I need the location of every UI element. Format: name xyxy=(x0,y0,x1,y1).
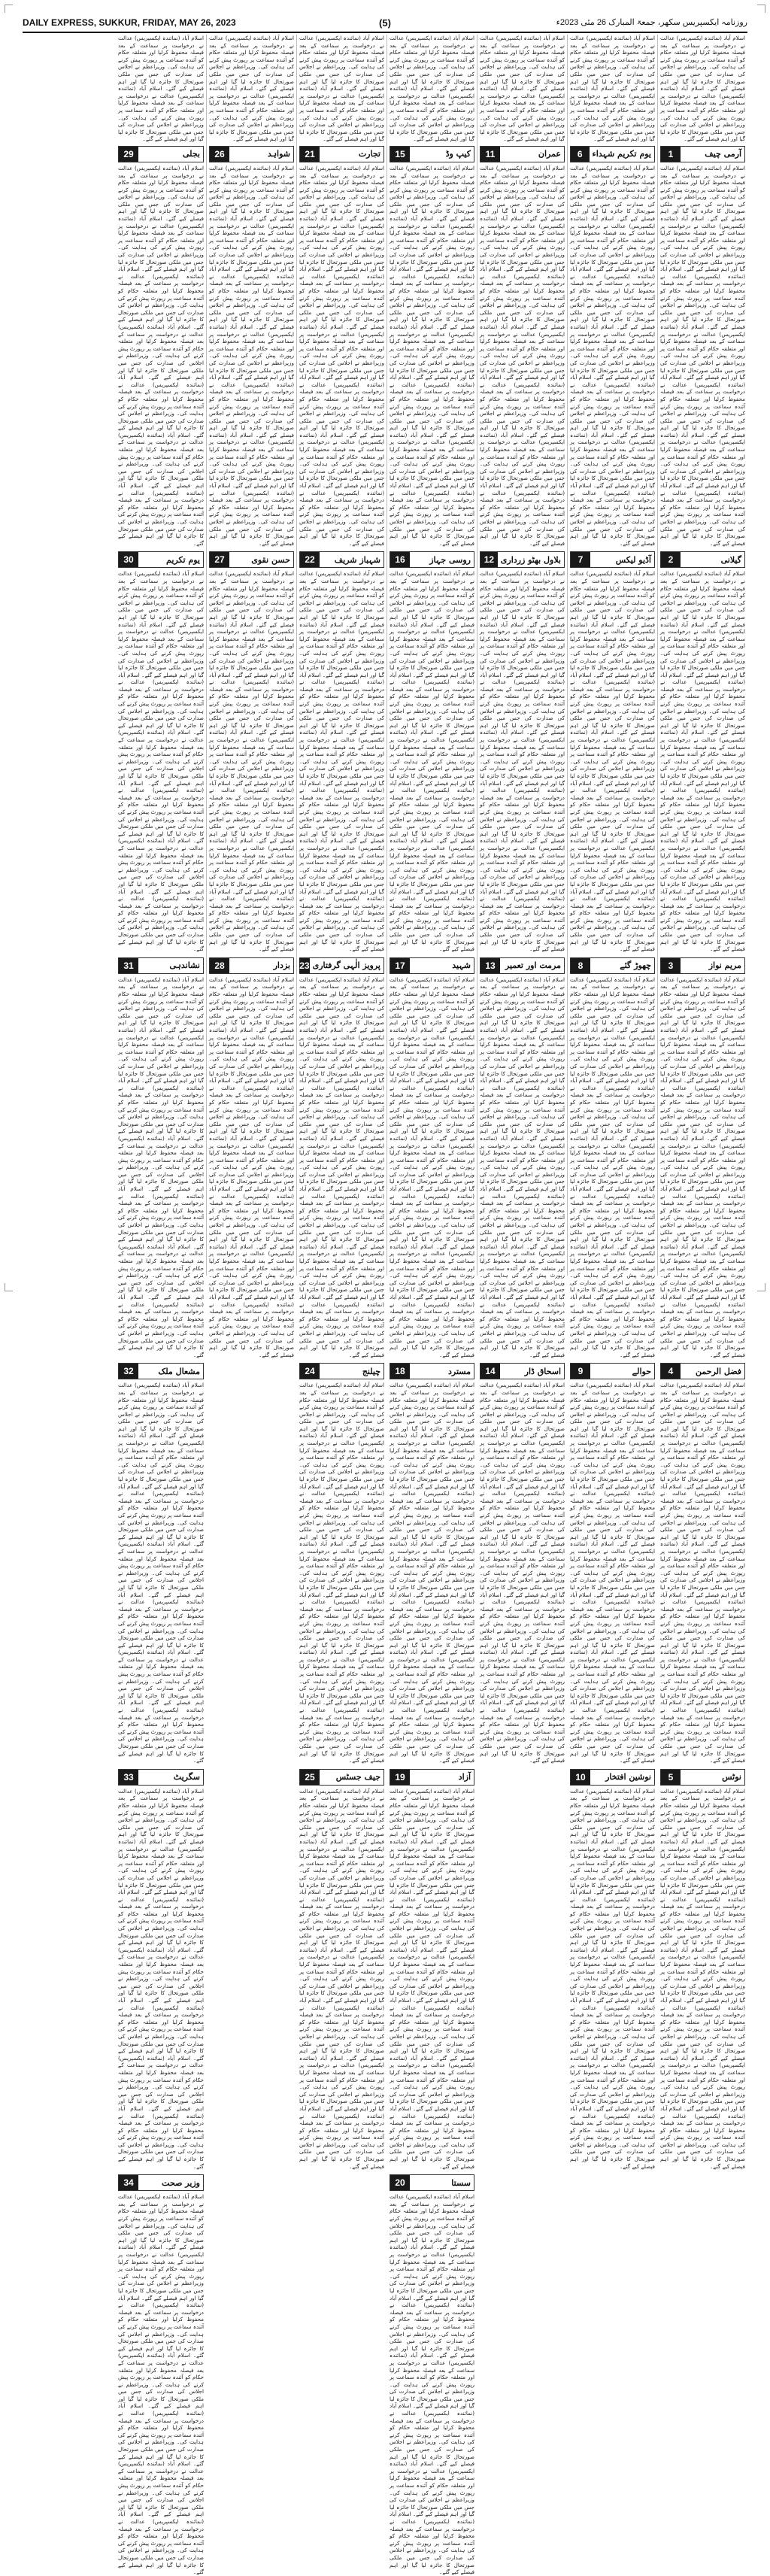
section-number-badge: 22 xyxy=(300,552,320,567)
section-heading xyxy=(660,1769,745,1786)
news-section xyxy=(209,146,294,547)
section-title: وزیر صحت xyxy=(162,2177,200,2188)
section-body-text: اسلام آباد (نمائندہ ایکسپریس) عدالت نے درخواست پر سماعت کے بعد فیصلہ محفوظ کرلیا اور متعلقہ حکام کو آئندہ سماعت پر رپورٹ پیش کرنے کی ہدایت کی۔ وزیراعظم نے اجلاس کی صدارت کی جس میں ملکی صورتحال کا جائزہ لیا گیا اور اہم فیصلے کیے گئے۔ اسلام آباد (نمائندہ ایکسپریس) عدالت نے درخواست پر سماعت کے بعد فیصلہ محفوظ کرلیا اور متعلقہ حکام کو آئندہ سماعت پر رپورٹ پیش کرنے کی ہدایت کی۔ وزیراعظم نے اجلاس کی صدارت کی جس میں ملکی صورتحال کا جائزہ لیا گیا اور اہم فیصلے کیے گئے۔ اسلام آباد (نمائندہ ایکسپریس) عدالت نے درخواست پر سماعت کے بعد فیصلہ محفوظ کرلیا اور متعلقہ حکام کو آئندہ سماعت پر رپورٹ پیش کرنے کی ہدایت کی۔ وزیراعظم نے اجلاس کی صدارت کی جس میں ملکی صورتحال کا جائزہ لیا گیا اور اہم فیصلے کیے گئے۔ اسلام آباد (نمائندہ ایکسپریس) عدالت نے درخواست پر سماعت کے بعد فیصلہ محفوظ کرلیا اور متعلقہ حکام کو آئندہ سماعت پر رپورٹ پیش کرنے کی ہدایت کی۔ وزیراعظم نے اجلاس کی صدارت کی جس میں ملکی صورتحال کا جائزہ لیا گیا اور اہم فیصلے کیے گئے۔ اسلام آباد (نمائندہ ایکسپریس) عدالت نے درخواست پر سماعت کے بعد فیصلہ محفوظ کرلیا اور متعلقہ حکام کو آئندہ سماعت پر رپورٹ پیش کرنے کی ہدایت کی۔ وزیراعظم نے اجلاس کی صدارت کی جس میں ملکی صورتحال کا جائزہ لیا گیا اور اہم فیصلے کیے گئے۔ اسلام آباد (نمائندہ ایکسپریس) عدالت نے درخواست پر سماعت کے بعد فیصلہ محفوظ کرلیا اور متعلقہ حکام کو آئندہ سماعت پر رپورٹ پیش کرنے کی ہدایت کی۔ وزیراعظم نے اجلاس کی صدارت کی جس میں ملکی صورتحال کا جائزہ لیا گیا اور اہم فیصلے کیے گئے۔ اسلام آباد (نمائندہ ایکسپریس) عدالت نے درخواست پر سماعت کے بعد فیصلہ محفوظ کرلیا اور متعلقہ حکام کو آئندہ سماعت پر رپورٹ پیش کرنے کی ہدایت کی۔ وزیراعظم نے اجلاس کی صدارت کی جس میں ملکی صورتحال کا جائزہ لیا گیا اور اہم فیصلے کیے گئے۔ xyxy=(390,164,474,547)
news-section xyxy=(118,1363,204,1764)
section-body-text: اسلام آباد (نمائندہ ایکسپریس) عدالت نے درخواست پر سماعت کے بعد فیصلہ محفوظ کرلیا اور متعلقہ حکام کو آئندہ سماعت پر رپورٹ پیش کرنے کی ہدایت کی۔ وزیراعظم نے اجلاس کی صدارت کی جس میں ملکی صورتحال کا جائزہ لیا گیا اور اہم فیصلے کیے گئے۔ اسلام آباد (نمائندہ ایکسپریس) عدالت نے درخواست پر سماعت کے بعد فیصلہ محفوظ کرلیا اور متعلقہ حکام کو آئندہ سماعت پر رپورٹ پیش کرنے کی ہدایت کی۔ وزیراعظم نے اجلاس کی صدارت کی جس میں ملکی صورتحال کا جائزہ لیا گیا اور اہم فیصلے کیے گئے۔ اسلام آباد (نمائندہ ایکسپریس) عدالت نے درخواست پر سماعت کے بعد فیصلہ محفوظ کرلیا اور متعلقہ حکام کو آئندہ سماعت پر رپورٹ پیش کرنے کی ہدایت کی۔ وزیراعظم نے اجلاس کی صدارت کی جس میں ملکی صورتحال کا جائزہ لیا گیا اور اہم فیصلے کیے گئے۔ اسلام آباد (نمائندہ ایکسپریس) عدالت نے درخواست پر سماعت کے بعد فیصلہ محفوظ کرلیا اور متعلقہ حکام کو آئندہ سماعت پر رپورٹ پیش کرنے کی ہدایت کی۔ وزیراعظم نے اجلاس کی صدارت کی جس میں ملکی صورتحال کا جائزہ لیا گیا اور اہم فیصلے کیے گئے۔ اسلام آباد (نمائندہ ایکسپریس) عدالت نے درخواست پر سماعت کے بعد فیصلہ محفوظ کرلیا اور متعلقہ حکام کو آئندہ سماعت پر رپورٹ پیش کرنے کی ہدایت کی۔ وزیراعظم نے اجلاس کی صدارت کی جس میں ملکی صورتحال کا جائزہ لیا گیا اور اہم فیصلے کیے گئے۔ اسلام آباد (نمائندہ ایکسپریس) عدالت نے درخواست پر سماعت کے بعد فیصلہ محفوظ کرلیا اور متعلقہ حکام کو آئندہ سماعت پر رپورٹ پیش کرنے کی ہدایت کی۔ وزیراعظم نے اجلاس کی صدارت کی جس میں ملکی صورتحال کا جائزہ لیا گیا اور اہم فیصلے کیے گئے۔ اسلام آباد (نمائندہ ایکسپریس) عدالت نے درخواست پر سماعت کے بعد فیصلہ محفوظ کرلیا اور متعلقہ حکام کو آئندہ سماعت پر رپورٹ پیش کرنے کی ہدایت کی۔ وزیراعظم نے اجلاس کی صدارت کی جس میں ملکی صورتحال کا جائزہ لیا گیا اور اہم فیصلے کیے گئے۔ xyxy=(480,1382,565,1764)
section-title: مریم نواز xyxy=(708,960,741,971)
section-number-badge: 32 xyxy=(119,1364,138,1379)
news-section xyxy=(660,1769,745,2170)
section-heading xyxy=(390,1363,474,1379)
section-heading xyxy=(118,2174,204,2191)
news-section xyxy=(570,1769,655,2170)
section-number-badge: 8 xyxy=(571,958,590,973)
section-number-badge: 30 xyxy=(119,552,138,567)
section-number-badge: 25 xyxy=(300,1770,320,1785)
section-title: مشعال ملک xyxy=(158,1366,200,1376)
section-body-text: اسلام آباد (نمائندہ ایکسپریس) عدالت نے درخواست پر سماعت کے بعد فیصلہ محفوظ کرلیا اور متعلقہ حکام کو آئندہ سماعت پر رپورٹ پیش کرنے کی ہدایت کی۔ وزیراعظم نے اجلاس کی صدارت کی جس میں ملکی صورتحال کا جائزہ لیا گیا اور اہم فیصلے کیے گئے۔ اسلام آباد (نمائندہ ایکسپریس) عدالت نے درخواست پر سماعت کے بعد فیصلہ محفوظ کرلیا اور متعلقہ حکام کو آئندہ سماعت پر رپورٹ پیش کرنے کی ہدایت کی۔ وزیراعظم نے اجلاس کی صدارت کی جس میں ملکی صورتحال کا جائزہ لیا گیا اور اہم فیصلے کیے گئے۔ اسلام آباد (نمائندہ ایکسپریس) عدالت نے درخواست پر سماعت کے بعد فیصلہ محفوظ کرلیا اور متعلقہ حکام کو آئندہ سماعت پر رپورٹ پیش کرنے کی ہدایت کی۔ وزیراعظم نے اجلاس کی صدارت کی جس میں ملکی صورتحال کا جائزہ لیا گیا اور اہم فیصلے کیے گئے۔ اسلام آباد (نمائندہ ایکسپریس) عدالت نے درخواست پر سماعت کے بعد فیصلہ محفوظ کرلیا اور متعلقہ حکام کو آئندہ سماعت پر رپورٹ پیش کرنے کی ہدایت کی۔ وزیراعظم نے اجلاس کی صدارت کی جس میں ملکی صورتحال کا جائزہ لیا گیا اور اہم فیصلے کیے گئے۔ اسلام آباد (نمائندہ ایکسپریس) عدالت نے درخواست پر سماعت کے بعد فیصلہ محفوظ کرلیا اور متعلقہ حکام کو آئندہ سماعت پر رپورٹ پیش کرنے کی ہدایت کی۔ وزیراعظم نے اجلاس کی صدارت کی جس میں ملکی صورتحال کا جائزہ لیا گیا اور اہم فیصلے کیے گئے۔ اسلام آباد (نمائندہ ایکسپریس) عدالت نے درخواست پر سماعت کے بعد فیصلہ محفوظ کرلیا اور متعلقہ حکام کو آئندہ سماعت پر رپورٹ پیش کرنے کی ہدایت کی۔ وزیراعظم نے اجلاس کی صدارت کی جس میں ملکی صورتحال کا جائزہ لیا گیا اور اہم فیصلے کیے گئے۔ اسلام آباد (نمائندہ ایکسپریس) عدالت نے درخواست پر سماعت کے بعد فیصلہ محفوظ کرلیا اور متعلقہ حکام کو آئندہ سماعت پر رپورٹ پیش کرنے کی ہدایت کی۔ وزیراعظم نے اجلاس کی صدارت کی جس میں ملکی صورتحال کا جائزہ لیا گیا اور اہم فیصلے کیے گئے۔ xyxy=(118,1382,204,1764)
section-number-badge: 4 xyxy=(661,1364,681,1379)
section-body-text: اسلام آباد (نمائندہ ایکسپریس) عدالت نے درخواست پر سماعت کے بعد فیصلہ محفوظ کرلیا اور متعلقہ حکام کو آئندہ سماعت پر رپورٹ پیش کرنے کی ہدایت کی۔ وزیراعظم نے اجلاس کی صدارت کی جس میں ملکی صورتحال کا جائزہ لیا گیا اور اہم فیصلے کیے گئے۔ اسلام آباد (نمائندہ ایکسپریس) عدالت نے درخواست پر سماعت کے بعد فیصلہ محفوظ کرلیا اور متعلقہ حکام کو آئندہ سماعت پر رپورٹ پیش کرنے کی ہدایت کی۔ وزیراعظم نے اجلاس کی صدارت کی جس میں ملکی صورتحال کا جائزہ لیا گیا اور اہم فیصلے کیے گئے۔ اسلام آباد (نمائندہ ایکسپریس) عدالت نے درخواست پر سماعت کے بعد فیصلہ محفوظ کرلیا اور متعلقہ حکام کو آئندہ سماعت پر رپورٹ پیش کرنے کی ہدایت کی۔ وزیراعظم نے اجلاس کی صدارت کی جس میں ملکی صورتحال کا جائزہ لیا گیا اور اہم فیصلے کیے گئے۔ اسلام آباد (نمائندہ ایکسپریس) عدالت نے درخواست پر سماعت کے بعد فیصلہ محفوظ کرلیا اور متعلقہ حکام کو آئندہ سماعت پر رپورٹ پیش کرنے کی ہدایت کی۔ وزیراعظم نے اجلاس کی صدارت کی جس میں ملکی صورتحال کا جائزہ لیا گیا اور اہم فیصلے کیے گئے۔ اسلام آباد (نمائندہ ایکسپریس) عدالت نے درخواست پر سماعت کے بعد فیصلہ محفوظ کرلیا اور متعلقہ حکام کو آئندہ سماعت پر رپورٹ پیش کرنے کی ہدایت کی۔ وزیراعظم نے اجلاس کی صدارت کی جس میں ملکی صورتحال کا جائزہ لیا گیا اور اہم فیصلے کیے گئے۔ اسلام آباد (نمائندہ ایکسپریس) عدالت نے درخواست پر سماعت کے بعد فیصلہ محفوظ کرلیا اور متعلقہ حکام کو آئندہ سماعت پر رپورٹ پیش کرنے کی ہدایت کی۔ وزیراعظم نے اجلاس کی صدارت کی جس میں ملکی صورتحال کا جائزہ لیا گیا اور اہم فیصلے کیے گئے۔ اسلام آباد (نمائندہ ایکسپریس) عدالت نے درخواست پر سماعت کے بعد فیصلہ محفوظ کرلیا اور متعلقہ حکام کو آئندہ سماعت پر رپورٹ پیش کرنے کی ہدایت کی۔ وزیراعظم نے اجلاس کی صدارت کی جس میں ملکی صورتحال کا جائزہ لیا گیا اور اہم فیصلے کیے گئے۔ xyxy=(390,1382,474,1764)
news-section xyxy=(480,1363,565,1764)
section-body-text: اسلام آباد (نمائندہ ایکسپریس) عدالت نے درخواست پر سماعت کے بعد فیصلہ محفوظ کرلیا اور متعلقہ حکام کو آئندہ سماعت پر رپورٹ پیش کرنے کی ہدایت کی۔ وزیراعظم نے اجلاس کی صدارت کی جس میں ملکی صورتحال کا جائزہ لیا گیا اور اہم فیصلے کیے گئے۔ اسلام آباد (نمائندہ ایکسپریس) عدالت نے درخواست پر سماعت کے بعد فیصلہ محفوظ کرلیا اور متعلقہ حکام کو آئندہ سماعت پر رپورٹ پیش کرنے کی ہدایت کی۔ وزیراعظم نے اجلاس کی صدارت کی جس میں ملکی صورتحال کا جائزہ لیا گیا اور اہم فیصلے کیے گئے۔ اسلام آباد (نمائندہ ایکسپریس) عدالت نے درخواست پر سماعت کے بعد فیصلہ محفوظ کرلیا اور متعلقہ حکام کو آئندہ سماعت پر رپورٹ پیش کرنے کی ہدایت کی۔ وزیراعظم نے اجلاس کی صدارت کی جس میں ملکی صورتحال کا جائزہ لیا گیا اور اہم فیصلے کیے گئے۔ اسلام آباد (نمائندہ ایکسپریس) عدالت نے درخواست پر سماعت کے بعد فیصلہ محفوظ کرلیا اور متعلقہ حکام کو آئندہ سماعت پر رپورٹ پیش کرنے کی ہدایت کی۔ وزیراعظم نے اجلاس کی صدارت کی جس میں ملکی صورتحال کا جائزہ لیا گیا اور اہم فیصلے کیے گئے۔ اسلام آباد (نمائندہ ایکسپریس) عدالت نے درخواست پر سماعت کے بعد فیصلہ محفوظ کرلیا اور متعلقہ حکام کو آئندہ سماعت پر رپورٹ پیش کرنے کی ہدایت کی۔ وزیراعظم نے اجلاس کی صدارت کی جس میں ملکی صورتحال کا جائزہ لیا گیا اور اہم فیصلے کیے گئے۔ اسلام آباد (نمائندہ ایکسپریس) عدالت نے درخواست پر سماعت کے بعد فیصلہ محفوظ کرلیا اور متعلقہ حکام کو آئندہ سماعت پر رپورٹ پیش کرنے کی ہدایت کی۔ وزیراعظم نے اجلاس کی صدارت کی جس میں ملکی صورتحال کا جائزہ لیا گیا اور اہم فیصلے کیے گئے۔ اسلام آباد (نمائندہ ایکسپریس) عدالت نے درخواست پر سماعت کے بعد فیصلہ محفوظ کرلیا اور متعلقہ حکام کو آئندہ سماعت پر رپورٹ پیش کرنے کی ہدایت کی۔ وزیراعظم نے اجلاس کی صدارت کی جس میں ملکی صورتحال کا جائزہ لیا گیا اور اہم فیصلے کیے گئے۔ xyxy=(118,2193,204,2576)
news-section xyxy=(570,146,655,547)
crop-mark-bottom-right xyxy=(757,1283,765,1291)
section-number-badge: 20 xyxy=(390,2175,410,2190)
section-body-text: اسلام آباد (نمائندہ ایکسپریس) عدالت نے درخواست پر سماعت کے بعد فیصلہ محفوظ کرلیا اور متعلقہ حکام کو آئندہ سماعت پر رپورٹ پیش کرنے کی ہدایت کی۔ وزیراعظم نے اجلاس کی صدارت کی جس میں ملکی صورتحال کا جائزہ لیا گیا اور اہم فیصلے کیے گئے۔ اسلام آباد (نمائندہ ایکسپریس) عدالت نے درخواست پر سماعت کے بعد فیصلہ محفوظ کرلیا اور متعلقہ حکام کو آئندہ سماعت پر رپورٹ پیش کرنے کی ہدایت کی۔ وزیراعظم نے اجلاس کی صدارت کی جس میں ملکی صورتحال کا جائزہ لیا گیا اور اہم فیصلے کیے گئے۔ اسلام آباد (نمائندہ ایکسپریس) عدالت نے درخواست پر سماعت کے بعد فیصلہ محفوظ کرلیا اور متعلقہ حکام کو آئندہ سماعت پر رپورٹ پیش کرنے کی ہدایت کی۔ وزیراعظم نے اجلاس کی صدارت کی جس میں ملکی صورتحال کا جائزہ لیا گیا اور اہم فیصلے کیے گئے۔ اسلام آباد (نمائندہ ایکسپریس) عدالت نے درخواست پر سماعت کے بعد فیصلہ محفوظ کرلیا اور متعلقہ حکام کو آئندہ سماعت پر رپورٹ پیش کرنے کی ہدایت کی۔ وزیراعظم نے اجلاس کی صدارت کی جس میں ملکی صورتحال کا جائزہ لیا گیا اور اہم فیصلے کیے گئے۔ اسلام آباد (نمائندہ ایکسپریس) عدالت نے درخواست پر سماعت کے بعد فیصلہ محفوظ کرلیا اور متعلقہ حکام کو آئندہ سماعت پر رپورٹ پیش کرنے کی ہدایت کی۔ وزیراعظم نے اجلاس کی صدارت کی جس میں ملکی صورتحال کا جائزہ لیا گیا اور اہم فیصلے کیے گئے۔ اسلام آباد (نمائندہ ایکسپریس) عدالت نے درخواست پر سماعت کے بعد فیصلہ محفوظ کرلیا اور متعلقہ حکام کو آئندہ سماعت پر رپورٹ پیش کرنے کی ہدایت کی۔ وزیراعظم نے اجلاس کی صدارت کی جس میں ملکی صورتحال کا جائزہ لیا گیا اور اہم فیصلے کیے گئے۔ اسلام آباد (نمائندہ ایکسپریس) عدالت نے درخواست پر سماعت کے بعد فیصلہ محفوظ کرلیا اور متعلقہ حکام کو آئندہ سماعت پر رپورٹ پیش کرنے کی ہدایت کی۔ وزیراعظم نے اجلاس کی صدارت کی جس میں ملکی صورتحال کا جائزہ لیا گیا اور اہم فیصلے کیے گئے۔ xyxy=(118,570,204,953)
news-column-1 xyxy=(657,35,747,2170)
news-section xyxy=(480,551,565,952)
section-title: شواہد xyxy=(267,149,290,159)
news-section xyxy=(118,1769,204,2170)
section-title: حوالے xyxy=(632,1366,651,1376)
section-body-text: اسلام آباد (نمائندہ ایکسپریس) عدالت نے درخواست پر سماعت کے بعد فیصلہ محفوظ کرلیا اور متعلقہ حکام کو آئندہ سماعت پر رپورٹ پیش کرنے کی ہدایت کی۔ وزیراعظم نے اجلاس کی صدارت کی جس میں ملکی صورتحال کا جائزہ لیا گیا اور اہم فیصلے کیے گئے۔ اسلام آباد (نمائندہ ایکسپریس) عدالت نے درخواست پر سماعت کے بعد فیصلہ محفوظ کرلیا اور متعلقہ حکام کو آئندہ سماعت پر رپورٹ پیش کرنے کی ہدایت کی۔ وزیراعظم نے اجلاس کی صدارت کی جس میں ملکی صورتحال کا جائزہ لیا گیا اور اہم فیصلے کیے گئے۔ اسلام آباد (نمائندہ ایکسپریس) عدالت نے درخواست پر سماعت کے بعد فیصلہ محفوظ کرلیا اور متعلقہ حکام کو آئندہ سماعت پر رپورٹ پیش کرنے کی ہدایت کی۔ وزیراعظم نے اجلاس کی صدارت کی جس میں ملکی صورتحال کا جائزہ لیا گیا اور اہم فیصلے کیے گئے۔ اسلام آباد (نمائندہ ایکسپریس) عدالت نے درخواست پر سماعت کے بعد فیصلہ محفوظ کرلیا اور متعلقہ حکام کو آئندہ سماعت پر رپورٹ پیش کرنے کی ہدایت کی۔ وزیراعظم نے اجلاس کی صدارت کی جس میں ملکی صورتحال کا جائزہ لیا گیا اور اہم فیصلے کیے گئے۔ اسلام آباد (نمائندہ ایکسپریس) عدالت نے درخواست پر سماعت کے بعد فیصلہ محفوظ کرلیا اور متعلقہ حکام کو آئندہ سماعت پر رپورٹ پیش کرنے کی ہدایت کی۔ وزیراعظم نے اجلاس کی صدارت کی جس میں ملکی صورتحال کا جائزہ لیا گیا اور اہم فیصلے کیے گئے۔ اسلام آباد (نمائندہ ایکسپریس) عدالت نے درخواست پر سماعت کے بعد فیصلہ محفوظ کرلیا اور متعلقہ حکام کو آئندہ سماعت پر رپورٹ پیش کرنے کی ہدایت کی۔ وزیراعظم نے اجلاس کی صدارت کی جس میں ملکی صورتحال کا جائزہ لیا گیا اور اہم فیصلے کیے گئے۔ اسلام آباد (نمائندہ ایکسپریس) عدالت نے درخواست پر سماعت کے بعد فیصلہ محفوظ کرلیا اور متعلقہ حکام کو آئندہ سماعت پر رپورٹ پیش کرنے کی ہدایت کی۔ وزیراعظم نے اجلاس کی صدارت کی جس میں ملکی صورتحال کا جائزہ لیا گیا اور اہم فیصلے کیے گئے۔ xyxy=(570,975,655,1358)
section-heading xyxy=(660,957,745,974)
news-section xyxy=(390,1363,474,1764)
news-column-7 xyxy=(116,35,206,2576)
section-heading xyxy=(390,1769,474,1786)
news-section xyxy=(299,1363,384,1764)
section-number-badge: 7 xyxy=(571,552,590,567)
section-heading xyxy=(480,1363,565,1379)
news-section xyxy=(660,146,745,547)
section-heading xyxy=(480,551,565,568)
news-section xyxy=(299,551,384,952)
section-title: فضل الرحمن xyxy=(696,1366,741,1376)
section-heading xyxy=(480,957,565,974)
section-title: آرمی چیف xyxy=(705,149,741,159)
section-heading xyxy=(209,957,294,974)
section-heading xyxy=(570,1769,655,1786)
section-number-badge: 26 xyxy=(210,147,229,162)
section-number-badge: 5 xyxy=(661,1770,681,1785)
section-body-text: اسلام آباد (نمائندہ ایکسپریس) عدالت نے درخواست پر سماعت کے بعد فیصلہ محفوظ کرلیا اور متعلقہ حکام کو آئندہ سماعت پر رپورٹ پیش کرنے کی ہدایت کی۔ وزیراعظم نے اجلاس کی صدارت کی جس میں ملکی صورتحال کا جائزہ لیا گیا اور اہم فیصلے کیے گئے۔ اسلام آباد (نمائندہ ایکسپریس) عدالت نے درخواست پر سماعت کے بعد فیصلہ محفوظ کرلیا اور متعلقہ حکام کو آئندہ سماعت پر رپورٹ پیش کرنے کی ہدایت کی۔ وزیراعظم نے اجلاس کی صدارت کی جس میں ملکی صورتحال کا جائزہ لیا گیا اور اہم فیصلے کیے گئے۔ اسلام آباد (نمائندہ ایکسپریس) عدالت نے درخواست پر سماعت کے بعد فیصلہ محفوظ کرلیا اور متعلقہ حکام کو آئندہ سماعت پر رپورٹ پیش کرنے کی ہدایت کی۔ وزیراعظم نے اجلاس کی صدارت کی جس میں ملکی صورتحال کا جائزہ لیا گیا اور اہم فیصلے کیے گئے۔ اسلام آباد (نمائندہ ایکسپریس) عدالت نے درخواست پر سماعت کے بعد فیصلہ محفوظ کرلیا اور متعلقہ حکام کو آئندہ سماعت پر رپورٹ پیش کرنے کی ہدایت کی۔ وزیراعظم نے اجلاس کی صدارت کی جس میں ملکی صورتحال کا جائزہ لیا گیا اور اہم فیصلے کیے گئے۔ اسلام آباد (نمائندہ ایکسپریس) عدالت نے درخواست پر سماعت کے بعد فیصلہ محفوظ کرلیا اور متعلقہ حکام کو آئندہ سماعت پر رپورٹ پیش کرنے کی ہدایت کی۔ وزیراعظم نے اجلاس کی صدارت کی جس میں ملکی صورتحال کا جائزہ لیا گیا اور اہم فیصلے کیے گئے۔ اسلام آباد (نمائندہ ایکسپریس) عدالت نے درخواست پر سماعت کے بعد فیصلہ محفوظ کرلیا اور متعلقہ حکام کو آئندہ سماعت پر رپورٹ پیش کرنے کی ہدایت کی۔ وزیراعظم نے اجلاس کی صدارت کی جس میں ملکی صورتحال کا جائزہ لیا گیا اور اہم فیصلے کیے گئے۔ اسلام آباد (نمائندہ ایکسپریس) عدالت نے درخواست پر سماعت کے بعد فیصلہ محفوظ کرلیا اور متعلقہ حکام کو آئندہ سماعت پر رپورٹ پیش کرنے کی ہدایت کی۔ وزیراعظم نے اجلاس کی صدارت کی جس میں ملکی صورتحال کا جائزہ لیا گیا اور اہم فیصلے کیے گئے۔ xyxy=(118,164,204,547)
section-number-badge: 21 xyxy=(300,147,320,162)
news-column-5 xyxy=(296,35,387,2170)
section-number-badge: 16 xyxy=(390,552,410,567)
section-heading xyxy=(660,551,745,568)
news-section xyxy=(299,1769,384,2170)
column-continuation-text: اسلام آباد (نمائندہ ایکسپریس) عدالت نے درخواست پر سماعت کے بعد فیصلہ محفوظ کرلیا اور متعلقہ حکام کو آئندہ سماعت پر رپورٹ پیش کرنے کی ہدایت کی۔ وزیراعظم نے اجلاس کی صدارت کی جس میں ملکی صورتحال کا جائزہ لیا گیا اور اہم فیصلے کیے گئے۔ اسلام آباد (نمائندہ ایکسپریس) عدالت نے درخواست پر سماعت کے بعد فیصلہ محفوظ کرلیا اور متعلقہ حکام کو آئندہ سماعت پر رپورٹ پیش کرنے کی ہدایت کی۔ وزیراعظم نے اجلاس کی صدارت کی جس میں ملکی صورتحال کا جائزہ لیا گیا اور اہم فیصلے کیے گئے۔ xyxy=(118,35,204,143)
column-continuation-text: اسلام آباد (نمائندہ ایکسپریس) عدالت نے درخواست پر سماعت کے بعد فیصلہ محفوظ کرلیا اور متعلقہ حکام کو آئندہ سماعت پر رپورٹ پیش کرنے کی ہدایت کی۔ وزیراعظم نے اجلاس کی صدارت کی جس میں ملکی صورتحال کا جائزہ لیا گیا اور اہم فیصلے کیے گئے۔ اسلام آباد (نمائندہ ایکسپریس) عدالت نے درخواست پر سماعت کے بعد فیصلہ محفوظ کرلیا اور متعلقہ حکام کو آئندہ سماعت پر رپورٹ پیش کرنے کی ہدایت کی۔ وزیراعظم نے اجلاس کی صدارت کی جس میں ملکی صورتحال کا جائزہ لیا گیا اور اہم فیصلے کیے گئے۔ xyxy=(209,35,294,143)
news-column-4 xyxy=(387,35,477,2576)
section-body-text: اسلام آباد (نمائندہ ایکسپریس) عدالت نے درخواست پر سماعت کے بعد فیصلہ محفوظ کرلیا اور متعلقہ حکام کو آئندہ سماعت پر رپورٹ پیش کرنے کی ہدایت کی۔ وزیراعظم نے اجلاس کی صدارت کی جس میں ملکی صورتحال کا جائزہ لیا گیا اور اہم فیصلے کیے گئے۔ اسلام آباد (نمائندہ ایکسپریس) عدالت نے درخواست پر سماعت کے بعد فیصلہ محفوظ کرلیا اور متعلقہ حکام کو آئندہ سماعت پر رپورٹ پیش کرنے کی ہدایت کی۔ وزیراعظم نے اجلاس کی صدارت کی جس میں ملکی صورتحال کا جائزہ لیا گیا اور اہم فیصلے کیے گئے۔ اسلام آباد (نمائندہ ایکسپریس) عدالت نے درخواست پر سماعت کے بعد فیصلہ محفوظ کرلیا اور متعلقہ حکام کو آئندہ سماعت پر رپورٹ پیش کرنے کی ہدایت کی۔ وزیراعظم نے اجلاس کی صدارت کی جس میں ملکی صورتحال کا جائزہ لیا گیا اور اہم فیصلے کیے گئے۔ اسلام آباد (نمائندہ ایکسپریس) عدالت نے درخواست پر سماعت کے بعد فیصلہ محفوظ کرلیا اور متعلقہ حکام کو آئندہ سماعت پر رپورٹ پیش کرنے کی ہدایت کی۔ وزیراعظم نے اجلاس کی صدارت کی جس میں ملکی صورتحال کا جائزہ لیا گیا اور اہم فیصلے کیے گئے۔ اسلام آباد (نمائندہ ایکسپریس) عدالت نے درخواست پر سماعت کے بعد فیصلہ محفوظ کرلیا اور متعلقہ حکام کو آئندہ سماعت پر رپورٹ پیش کرنے کی ہدایت کی۔ وزیراعظم نے اجلاس کی صدارت کی جس میں ملکی صورتحال کا جائزہ لیا گیا اور اہم فیصلے کیے گئے۔ اسلام آباد (نمائندہ ایکسپریس) عدالت نے درخواست پر سماعت کے بعد فیصلہ محفوظ کرلیا اور متعلقہ حکام کو آئندہ سماعت پر رپورٹ پیش کرنے کی ہدایت کی۔ وزیراعظم نے اجلاس کی صدارت کی جس میں ملکی صورتحال کا جائزہ لیا گیا اور اہم فیصلے کیے گئے۔ اسلام آباد (نمائندہ ایکسپریس) عدالت نے درخواست پر سماعت کے بعد فیصلہ محفوظ کرلیا اور متعلقہ حکام کو آئندہ سماعت پر رپورٹ پیش کرنے کی ہدایت کی۔ وزیراعظم نے اجلاس کی صدارت کی جس میں ملکی صورتحال کا جائزہ لیا گیا اور اہم فیصلے کیے گئے۔ xyxy=(660,1787,745,2170)
section-body-text: اسلام آباد (نمائندہ ایکسپریس) عدالت نے درخواست پر سماعت کے بعد فیصلہ محفوظ کرلیا اور متعلقہ حکام کو آئندہ سماعت پر رپورٹ پیش کرنے کی ہدایت کی۔ وزیراعظم نے اجلاس کی صدارت کی جس میں ملکی صورتحال کا جائزہ لیا گیا اور اہم فیصلے کیے گئے۔ اسلام آباد (نمائندہ ایکسپریس) عدالت نے درخواست پر سماعت کے بعد فیصلہ محفوظ کرلیا اور متعلقہ حکام کو آئندہ سماعت پر رپورٹ پیش کرنے کی ہدایت کی۔ وزیراعظم نے اجلاس کی صدارت کی جس میں ملکی صورتحال کا جائزہ لیا گیا اور اہم فیصلے کیے گئے۔ اسلام آباد (نمائندہ ایکسپریس) عدالت نے درخواست پر سماعت کے بعد فیصلہ محفوظ کرلیا اور متعلقہ حکام کو آئندہ سماعت پر رپورٹ پیش کرنے کی ہدایت کی۔ وزیراعظم نے اجلاس کی صدارت کی جس میں ملکی صورتحال کا جائزہ لیا گیا اور اہم فیصلے کیے گئے۔ اسلام آباد (نمائندہ ایکسپریس) عدالت نے درخواست پر سماعت کے بعد فیصلہ محفوظ کرلیا اور متعلقہ حکام کو آئندہ سماعت پر رپورٹ پیش کرنے کی ہدایت کی۔ وزیراعظم نے اجلاس کی صدارت کی جس میں ملکی صورتحال کا جائزہ لیا گیا اور اہم فیصلے کیے گئے۔ اسلام آباد (نمائندہ ایکسپریس) عدالت نے درخواست پر سماعت کے بعد فیصلہ محفوظ کرلیا اور متعلقہ حکام کو آئندہ سماعت پر رپورٹ پیش کرنے کی ہدایت کی۔ وزیراعظم نے اجلاس کی صدارت کی جس میں ملکی صورتحال کا جائزہ لیا گیا اور اہم فیصلے کیے گئے۔ اسلام آباد (نمائندہ ایکسپریس) عدالت نے درخواست پر سماعت کے بعد فیصلہ محفوظ کرلیا اور متعلقہ حکام کو آئندہ سماعت پر رپورٹ پیش کرنے کی ہدایت کی۔ وزیراعظم نے اجلاس کی صدارت کی جس میں ملکی صورتحال کا جائزہ لیا گیا اور اہم فیصلے کیے گئے۔ اسلام آباد (نمائندہ ایکسپریس) عدالت نے درخواست پر سماعت کے بعد فیصلہ محفوظ کرلیا اور متعلقہ حکام کو آئندہ سماعت پر رپورٹ پیش کرنے کی ہدایت کی۔ وزیراعظم نے اجلاس کی صدارت کی جس میں ملکی صورتحال کا جائزہ لیا گیا اور اہم فیصلے کیے گئے۔ xyxy=(570,1787,655,2170)
section-heading xyxy=(390,2174,474,2191)
section-body-text: اسلام آباد (نمائندہ ایکسپریس) عدالت نے درخواست پر سماعت کے بعد فیصلہ محفوظ کرلیا اور متعلقہ حکام کو آئندہ سماعت پر رپورٹ پیش کرنے کی ہدایت کی۔ وزیراعظم نے اجلاس کی صدارت کی جس میں ملکی صورتحال کا جائزہ لیا گیا اور اہم فیصلے کیے گئے۔ اسلام آباد (نمائندہ ایکسپریس) عدالت نے درخواست پر سماعت کے بعد فیصلہ محفوظ کرلیا اور متعلقہ حکام کو آئندہ سماعت پر رپورٹ پیش کرنے کی ہدایت کی۔ وزیراعظم نے اجلاس کی صدارت کی جس میں ملکی صورتحال کا جائزہ لیا گیا اور اہم فیصلے کیے گئے۔ اسلام آباد (نمائندہ ایکسپریس) عدالت نے درخواست پر سماعت کے بعد فیصلہ محفوظ کرلیا اور متعلقہ حکام کو آئندہ سماعت پر رپورٹ پیش کرنے کی ہدایت کی۔ وزیراعظم نے اجلاس کی صدارت کی جس میں ملکی صورتحال کا جائزہ لیا گیا اور اہم فیصلے کیے گئے۔ اسلام آباد (نمائندہ ایکسپریس) عدالت نے درخواست پر سماعت کے بعد فیصلہ محفوظ کرلیا اور متعلقہ حکام کو آئندہ سماعت پر رپورٹ پیش کرنے کی ہدایت کی۔ وزیراعظم نے اجلاس کی صدارت کی جس میں ملکی صورتحال کا جائزہ لیا گیا اور اہم فیصلے کیے گئے۔ اسلام آباد (نمائندہ ایکسپریس) عدالت نے درخواست پر سماعت کے بعد فیصلہ محفوظ کرلیا اور متعلقہ حکام کو آئندہ سماعت پر رپورٹ پیش کرنے کی ہدایت کی۔ وزیراعظم نے اجلاس کی صدارت کی جس میں ملکی صورتحال کا جائزہ لیا گیا اور اہم فیصلے کیے گئے۔ اسلام آباد (نمائندہ ایکسپریس) عدالت نے درخواست پر سماعت کے بعد فیصلہ محفوظ کرلیا اور متعلقہ حکام کو آئندہ سماعت پر رپورٹ پیش کرنے کی ہدایت کی۔ وزیراعظم نے اجلاس کی صدارت کی جس میں ملکی صورتحال کا جائزہ لیا گیا اور اہم فیصلے کیے گئے۔ اسلام آباد (نمائندہ ایکسپریس) عدالت نے درخواست پر سماعت کے بعد فیصلہ محفوظ کرلیا اور متعلقہ حکام کو آئندہ سماعت پر رپورٹ پیش کرنے کی ہدایت کی۔ وزیراعظم نے اجلاس کی صدارت کی جس میں ملکی صورتحال کا جائزہ لیا گیا اور اہم فیصلے کیے گئے۔ xyxy=(299,164,384,547)
news-section xyxy=(660,957,745,1358)
section-title: سگریٹ xyxy=(173,1772,200,1783)
news-section xyxy=(570,551,655,952)
crop-mark-top-left xyxy=(5,5,13,13)
section-heading xyxy=(299,1769,384,1786)
news-section xyxy=(660,1363,745,1764)
section-title: روسی جہاز xyxy=(429,554,471,565)
section-number-badge: 11 xyxy=(480,147,500,162)
section-heading xyxy=(660,146,745,162)
section-body-text: اسلام آباد (نمائندہ ایکسپریس) عدالت نے درخواست پر سماعت کے بعد فیصلہ محفوظ کرلیا اور متعلقہ حکام کو آئندہ سماعت پر رپورٹ پیش کرنے کی ہدایت کی۔ وزیراعظم نے اجلاس کی صدارت کی جس میں ملکی صورتحال کا جائزہ لیا گیا اور اہم فیصلے کیے گئے۔ اسلام آباد (نمائندہ ایکسپریس) عدالت نے درخواست پر سماعت کے بعد فیصلہ محفوظ کرلیا اور متعلقہ حکام کو آئندہ سماعت پر رپورٹ پیش کرنے کی ہدایت کی۔ وزیراعظم نے اجلاس کی صدارت کی جس میں ملکی صورتحال کا جائزہ لیا گیا اور اہم فیصلے کیے گئے۔ اسلام آباد (نمائندہ ایکسپریس) عدالت نے درخواست پر سماعت کے بعد فیصلہ محفوظ کرلیا اور متعلقہ حکام کو آئندہ سماعت پر رپورٹ پیش کرنے کی ہدایت کی۔ وزیراعظم نے اجلاس کی صدارت کی جس میں ملکی صورتحال کا جائزہ لیا گیا اور اہم فیصلے کیے گئے۔ اسلام آباد (نمائندہ ایکسپریس) عدالت نے درخواست پر سماعت کے بعد فیصلہ محفوظ کرلیا اور متعلقہ حکام کو آئندہ سماعت پر رپورٹ پیش کرنے کی ہدایت کی۔ وزیراعظم نے اجلاس کی صدارت کی جس میں ملکی صورتحال کا جائزہ لیا گیا اور اہم فیصلے کیے گئے۔ اسلام آباد (نمائندہ ایکسپریس) عدالت نے درخواست پر سماعت کے بعد فیصلہ محفوظ کرلیا اور متعلقہ حکام کو آئندہ سماعت پر رپورٹ پیش کرنے کی ہدایت کی۔ وزیراعظم نے اجلاس کی صدارت کی جس میں ملکی صورتحال کا جائزہ لیا گیا اور اہم فیصلے کیے گئے۔ اسلام آباد (نمائندہ ایکسپریس) عدالت نے درخواست پر سماعت کے بعد فیصلہ محفوظ کرلیا اور متعلقہ حکام کو آئندہ سماعت پر رپورٹ پیش کرنے کی ہدایت کی۔ وزیراعظم نے اجلاس کی صدارت کی جس میں ملکی صورتحال کا جائزہ لیا گیا اور اہم فیصلے کیے گئے۔ اسلام آباد (نمائندہ ایکسپریس) عدالت نے درخواست پر سماعت کے بعد فیصلہ محفوظ کرلیا اور متعلقہ حکام کو آئندہ سماعت پر رپورٹ پیش کرنے کی ہدایت کی۔ وزیراعظم نے اجلاس کی صدارت کی جس میں ملکی صورتحال کا جائزہ لیا گیا اور اہم فیصلے کیے گئے۔ xyxy=(299,1787,384,2170)
section-body-text: اسلام آباد (نمائندہ ایکسپریس) عدالت نے درخواست پر سماعت کے بعد فیصلہ محفوظ کرلیا اور متعلقہ حکام کو آئندہ سماعت پر رپورٹ پیش کرنے کی ہدایت کی۔ وزیراعظم نے اجلاس کی صدارت کی جس میں ملکی صورتحال کا جائزہ لیا گیا اور اہم فیصلے کیے گئے۔ اسلام آباد (نمائندہ ایکسپریس) عدالت نے درخواست پر سماعت کے بعد فیصلہ محفوظ کرلیا اور متعلقہ حکام کو آئندہ سماعت پر رپورٹ پیش کرنے کی ہدایت کی۔ وزیراعظم نے اجلاس کی صدارت کی جس میں ملکی صورتحال کا جائزہ لیا گیا اور اہم فیصلے کیے گئے۔ اسلام آباد (نمائندہ ایکسپریس) عدالت نے درخواست پر سماعت کے بعد فیصلہ محفوظ کرلیا اور متعلقہ حکام کو آئندہ سماعت پر رپورٹ پیش کرنے کی ہدایت کی۔ وزیراعظم نے اجلاس کی صدارت کی جس میں ملکی صورتحال کا جائزہ لیا گیا اور اہم فیصلے کیے گئے۔ اسلام آباد (نمائندہ ایکسپریس) عدالت نے درخواست پر سماعت کے بعد فیصلہ محفوظ کرلیا اور متعلقہ حکام کو آئندہ سماعت پر رپورٹ پیش کرنے کی ہدایت کی۔ وزیراعظم نے اجلاس کی صدارت کی جس میں ملکی صورتحال کا جائزہ لیا گیا اور اہم فیصلے کیے گئے۔ اسلام آباد (نمائندہ ایکسپریس) عدالت نے درخواست پر سماعت کے بعد فیصلہ محفوظ کرلیا اور متعلقہ حکام کو آئندہ سماعت پر رپورٹ پیش کرنے کی ہدایت کی۔ وزیراعظم نے اجلاس کی صدارت کی جس میں ملکی صورتحال کا جائزہ لیا گیا اور اہم فیصلے کیے گئے۔ اسلام آباد (نمائندہ ایکسپریس) عدالت نے درخواست پر سماعت کے بعد فیصلہ محفوظ کرلیا اور متعلقہ حکام کو آئندہ سماعت پر رپورٹ پیش کرنے کی ہدایت کی۔ وزیراعظم نے اجلاس کی صدارت کی جس میں ملکی صورتحال کا جائزہ لیا گیا اور اہم فیصلے کیے گئے۔ اسلام آباد (نمائندہ ایکسپریس) عدالت نے درخواست پر سماعت کے بعد فیصلہ محفوظ کرلیا اور متعلقہ حکام کو آئندہ سماعت پر رپورٹ پیش کرنے کی ہدایت کی۔ وزیراعظم نے اجلاس کی صدارت کی جس میں ملکی صورتحال کا جائزہ لیا گیا اور اہم فیصلے کیے گئے۔ xyxy=(118,1787,204,2170)
section-number-badge: 3 xyxy=(661,958,681,973)
section-title: یوم تکریم شہداء xyxy=(592,149,651,159)
section-heading xyxy=(209,146,294,162)
section-title: شہید xyxy=(452,960,471,971)
section-number-badge: 19 xyxy=(390,1770,410,1785)
crop-mark-bottom-left xyxy=(5,1283,13,1291)
section-number-badge: 13 xyxy=(480,958,500,973)
section-heading xyxy=(660,1363,745,1379)
section-title: جیف جسٹس xyxy=(335,1772,380,1783)
section-title: حسن نقوی xyxy=(251,554,290,565)
section-body-text: اسلام آباد (نمائندہ ایکسپریس) عدالت نے درخواست پر سماعت کے بعد فیصلہ محفوظ کرلیا اور متعلقہ حکام کو آئندہ سماعت پر رپورٹ پیش کرنے کی ہدایت کی۔ وزیراعظم نے اجلاس کی صدارت کی جس میں ملکی صورتحال کا جائزہ لیا گیا اور اہم فیصلے کیے گئے۔ اسلام آباد (نمائندہ ایکسپریس) عدالت نے درخواست پر سماعت کے بعد فیصلہ محفوظ کرلیا اور متعلقہ حکام کو آئندہ سماعت پر رپورٹ پیش کرنے کی ہدایت کی۔ وزیراعظم نے اجلاس کی صدارت کی جس میں ملکی صورتحال کا جائزہ لیا گیا اور اہم فیصلے کیے گئے۔ اسلام آباد (نمائندہ ایکسپریس) عدالت نے درخواست پر سماعت کے بعد فیصلہ محفوظ کرلیا اور متعلقہ حکام کو آئندہ سماعت پر رپورٹ پیش کرنے کی ہدایت کی۔ وزیراعظم نے اجلاس کی صدارت کی جس میں ملکی صورتحال کا جائزہ لیا گیا اور اہم فیصلے کیے گئے۔ اسلام آباد (نمائندہ ایکسپریس) عدالت نے درخواست پر سماعت کے بعد فیصلہ محفوظ کرلیا اور متعلقہ حکام کو آئندہ سماعت پر رپورٹ پیش کرنے کی ہدایت کی۔ وزیراعظم نے اجلاس کی صدارت کی جس میں ملکی صورتحال کا جائزہ لیا گیا اور اہم فیصلے کیے گئے۔ اسلام آباد (نمائندہ ایکسپریس) عدالت نے درخواست پر سماعت کے بعد فیصلہ محفوظ کرلیا اور متعلقہ حکام کو آئندہ سماعت پر رپورٹ پیش کرنے کی ہدایت کی۔ وزیراعظم نے اجلاس کی صدارت کی جس میں ملکی صورتحال کا جائزہ لیا گیا اور اہم فیصلے کیے گئے۔ اسلام آباد (نمائندہ ایکسپریس) عدالت نے درخواست پر سماعت کے بعد فیصلہ محفوظ کرلیا اور متعلقہ حکام کو آئندہ سماعت پر رپورٹ پیش کرنے کی ہدایت کی۔ وزیراعظم نے اجلاس کی صدارت کی جس میں ملکی صورتحال کا جائزہ لیا گیا اور اہم فیصلے کیے گئے۔ اسلام آباد (نمائندہ ایکسپریس) عدالت نے درخواست پر سماعت کے بعد فیصلہ محفوظ کرلیا اور متعلقہ حکام کو آئندہ سماعت پر رپورٹ پیش کرنے کی ہدایت کی۔ وزیراعظم نے اجلاس کی صدارت کی جس میں ملکی صورتحال کا جائزہ لیا گیا اور اہم فیصلے کیے گئے۔ xyxy=(299,975,384,1358)
section-body-text: اسلام آباد (نمائندہ ایکسپریس) عدالت نے درخواست پر سماعت کے بعد فیصلہ محفوظ کرلیا اور متعلقہ حکام کو آئندہ سماعت پر رپورٹ پیش کرنے کی ہدایت کی۔ وزیراعظم نے اجلاس کی صدارت کی جس میں ملکی صورتحال کا جائزہ لیا گیا اور اہم فیصلے کیے گئے۔ اسلام آباد (نمائندہ ایکسپریس) عدالت نے درخواست پر سماعت کے بعد فیصلہ محفوظ کرلیا اور متعلقہ حکام کو آئندہ سماعت پر رپورٹ پیش کرنے کی ہدایت کی۔ وزیراعظم نے اجلاس کی صدارت کی جس میں ملکی صورتحال کا جائزہ لیا گیا اور اہم فیصلے کیے گئے۔ اسلام آباد (نمائندہ ایکسپریس) عدالت نے درخواست پر سماعت کے بعد فیصلہ محفوظ کرلیا اور متعلقہ حکام کو آئندہ سماعت پر رپورٹ پیش کرنے کی ہدایت کی۔ وزیراعظم نے اجلاس کی صدارت کی جس میں ملکی صورتحال کا جائزہ لیا گیا اور اہم فیصلے کیے گئے۔ اسلام آباد (نمائندہ ایکسپریس) عدالت نے درخواست پر سماعت کے بعد فیصلہ محفوظ کرلیا اور متعلقہ حکام کو آئندہ سماعت پر رپورٹ پیش کرنے کی ہدایت کی۔ وزیراعظم نے اجلاس کی صدارت کی جس میں ملکی صورتحال کا جائزہ لیا گیا اور اہم فیصلے کیے گئے۔ اسلام آباد (نمائندہ ایکسپریس) عدالت نے درخواست پر سماعت کے بعد فیصلہ محفوظ کرلیا اور متعلقہ حکام کو آئندہ سماعت پر رپورٹ پیش کرنے کی ہدایت کی۔ وزیراعظم نے اجلاس کی صدارت کی جس میں ملکی صورتحال کا جائزہ لیا گیا اور اہم فیصلے کیے گئے۔ اسلام آباد (نمائندہ ایکسپریس) عدالت نے درخواست پر سماعت کے بعد فیصلہ محفوظ کرلیا اور متعلقہ حکام کو آئندہ سماعت پر رپورٹ پیش کرنے کی ہدایت کی۔ وزیراعظم نے اجلاس کی صدارت کی جس میں ملکی صورتحال کا جائزہ لیا گیا اور اہم فیصلے کیے گئے۔ اسلام آباد (نمائندہ ایکسپریس) عدالت نے درخواست پر سماعت کے بعد فیصلہ محفوظ کرلیا اور متعلقہ حکام کو آئندہ سماعت پر رپورٹ پیش کرنے کی ہدایت کی۔ وزیراعظم نے اجلاس کی صدارت کی جس میں ملکی صورتحال کا جائزہ لیا گیا اور اہم فیصلے کیے گئے۔ xyxy=(570,570,655,953)
section-heading xyxy=(570,551,655,568)
section-heading xyxy=(570,957,655,974)
news-section xyxy=(390,2174,474,2575)
masthead-english-dateline: DAILY EXPRESS, SUKKUR, FRIDAY, MAY 26, 2023 xyxy=(23,17,236,28)
news-section xyxy=(299,146,384,547)
news-section xyxy=(390,146,474,547)
section-number-badge: 18 xyxy=(390,1364,410,1379)
section-heading xyxy=(118,551,204,568)
section-number-badge: 15 xyxy=(390,147,410,162)
section-heading xyxy=(299,146,384,162)
news-section xyxy=(570,957,655,1358)
section-body-text: اسلام آباد (نمائندہ ایکسپریس) عدالت نے درخواست پر سماعت کے بعد فیصلہ محفوظ کرلیا اور متعلقہ حکام کو آئندہ سماعت پر رپورٹ پیش کرنے کی ہدایت کی۔ وزیراعظم نے اجلاس کی صدارت کی جس میں ملکی صورتحال کا جائزہ لیا گیا اور اہم فیصلے کیے گئے۔ اسلام آباد (نمائندہ ایکسپریس) عدالت نے درخواست پر سماعت کے بعد فیصلہ محفوظ کرلیا اور متعلقہ حکام کو آئندہ سماعت پر رپورٹ پیش کرنے کی ہدایت کی۔ وزیراعظم نے اجلاس کی صدارت کی جس میں ملکی صورتحال کا جائزہ لیا گیا اور اہم فیصلے کیے گئے۔ اسلام آباد (نمائندہ ایکسپریس) عدالت نے درخواست پر سماعت کے بعد فیصلہ محفوظ کرلیا اور متعلقہ حکام کو آئندہ سماعت پر رپورٹ پیش کرنے کی ہدایت کی۔ وزیراعظم نے اجلاس کی صدارت کی جس میں ملکی صورتحال کا جائزہ لیا گیا اور اہم فیصلے کیے گئے۔ اسلام آباد (نمائندہ ایکسپریس) عدالت نے درخواست پر سماعت کے بعد فیصلہ محفوظ کرلیا اور متعلقہ حکام کو آئندہ سماعت پر رپورٹ پیش کرنے کی ہدایت کی۔ وزیراعظم نے اجلاس کی صدارت کی جس میں ملکی صورتحال کا جائزہ لیا گیا اور اہم فیصلے کیے گئے۔ اسلام آباد (نمائندہ ایکسپریس) عدالت نے درخواست پر سماعت کے بعد فیصلہ محفوظ کرلیا اور متعلقہ حکام کو آئندہ سماعت پر رپورٹ پیش کرنے کی ہدایت کی۔ وزیراعظم نے اجلاس کی صدارت کی جس میں ملکی صورتحال کا جائزہ لیا گیا اور اہم فیصلے کیے گئے۔ اسلام آباد (نمائندہ ایکسپریس) عدالت نے درخواست پر سماعت کے بعد فیصلہ محفوظ کرلیا اور متعلقہ حکام کو آئندہ سماعت پر رپورٹ پیش کرنے کی ہدایت کی۔ وزیراعظم نے اجلاس کی صدارت کی جس میں ملکی صورتحال کا جائزہ لیا گیا اور اہم فیصلے کیے گئے۔ اسلام آباد (نمائندہ ایکسپریس) عدالت نے درخواست پر سماعت کے بعد فیصلہ محفوظ کرلیا اور متعلقہ حکام کو آئندہ سماعت پر رپورٹ پیش کرنے کی ہدایت کی۔ وزیراعظم نے اجلاس کی صدارت کی جس میں ملکی صورتحال کا جائزہ لیا گیا اور اہم فیصلے کیے گئے۔ xyxy=(299,1382,384,1764)
section-title: آڈیو لیکس xyxy=(615,554,651,565)
masthead-urdu-dateline: روزنامہ ایکسپریس سکھر، جمعۃ المبارک 26 مئی 2023ء xyxy=(556,18,747,27)
section-heading xyxy=(299,957,384,974)
news-section xyxy=(570,1363,655,1764)
news-section xyxy=(118,551,204,952)
page-number: (5) xyxy=(379,17,391,29)
column-continuation-text: اسلام آباد (نمائندہ ایکسپریس) عدالت نے درخواست پر سماعت کے بعد فیصلہ محفوظ کرلیا اور متعلقہ حکام کو آئندہ سماعت پر رپورٹ پیش کرنے کی ہدایت کی۔ وزیراعظم نے اجلاس کی صدارت کی جس میں ملکی صورتحال کا جائزہ لیا گیا اور اہم فیصلے کیے گئے۔ اسلام آباد (نمائندہ ایکسپریس) عدالت نے درخواست پر سماعت کے بعد فیصلہ محفوظ کرلیا اور متعلقہ حکام کو آئندہ سماعت پر رپورٹ پیش کرنے کی ہدایت کی۔ وزیراعظم نے اجلاس کی صدارت کی جس میں ملکی صورتحال کا جائزہ لیا گیا اور اہم فیصلے کیے گئے۔ xyxy=(570,35,655,143)
crop-mark-top-right xyxy=(757,5,765,13)
section-body-text: اسلام آباد (نمائندہ ایکسپریس) عدالت نے درخواست پر سماعت کے بعد فیصلہ محفوظ کرلیا اور متعلقہ حکام کو آئندہ سماعت پر رپورٹ پیش کرنے کی ہدایت کی۔ وزیراعظم نے اجلاس کی صدارت کی جس میں ملکی صورتحال کا جائزہ لیا گیا اور اہم فیصلے کیے گئے۔ اسلام آباد (نمائندہ ایکسپریس) عدالت نے درخواست پر سماعت کے بعد فیصلہ محفوظ کرلیا اور متعلقہ حکام کو آئندہ سماعت پر رپورٹ پیش کرنے کی ہدایت کی۔ وزیراعظم نے اجلاس کی صدارت کی جس میں ملکی صورتحال کا جائزہ لیا گیا اور اہم فیصلے کیے گئے۔ اسلام آباد (نمائندہ ایکسپریس) عدالت نے درخواست پر سماعت کے بعد فیصلہ محفوظ کرلیا اور متعلقہ حکام کو آئندہ سماعت پر رپورٹ پیش کرنے کی ہدایت کی۔ وزیراعظم نے اجلاس کی صدارت کی جس میں ملکی صورتحال کا جائزہ لیا گیا اور اہم فیصلے کیے گئے۔ اسلام آباد (نمائندہ ایکسپریس) عدالت نے درخواست پر سماعت کے بعد فیصلہ محفوظ کرلیا اور متعلقہ حکام کو آئندہ سماعت پر رپورٹ پیش کرنے کی ہدایت کی۔ وزیراعظم نے اجلاس کی صدارت کی جس میں ملکی صورتحال کا جائزہ لیا گیا اور اہم فیصلے کیے گئے۔ اسلام آباد (نمائندہ ایکسپریس) عدالت نے درخواست پر سماعت کے بعد فیصلہ محفوظ کرلیا اور متعلقہ حکام کو آئندہ سماعت پر رپورٹ پیش کرنے کی ہدایت کی۔ وزیراعظم نے اجلاس کی صدارت کی جس میں ملکی صورتحال کا جائزہ لیا گیا اور اہم فیصلے کیے گئے۔ اسلام آباد (نمائندہ ایکسپریس) عدالت نے درخواست پر سماعت کے بعد فیصلہ محفوظ کرلیا اور متعلقہ حکام کو آئندہ سماعت پر رپورٹ پیش کرنے کی ہدایت کی۔ وزیراعظم نے اجلاس کی صدارت کی جس میں ملکی صورتحال کا جائزہ لیا گیا اور اہم فیصلے کیے گئے۔ اسلام آباد (نمائندہ ایکسپریس) عدالت نے درخواست پر سماعت کے بعد فیصلہ محفوظ کرلیا اور متعلقہ حکام کو آئندہ سماعت پر رپورٹ پیش کرنے کی ہدایت کی۔ وزیراعظم نے اجلاس کی صدارت کی جس میں ملکی صورتحال کا جائزہ لیا گیا اور اہم فیصلے کیے گئے۔ xyxy=(570,164,655,547)
section-number-badge: 28 xyxy=(210,958,229,973)
section-title: نشاندہی xyxy=(169,960,200,971)
section-number-badge: 6 xyxy=(571,147,590,162)
section-title: سستا xyxy=(451,2177,471,2188)
news-section xyxy=(118,957,204,1358)
section-number-badge: 23 xyxy=(299,958,309,973)
section-number-badge: 2 xyxy=(661,552,681,567)
section-body-text: اسلام آباد (نمائندہ ایکسپریس) عدالت نے درخواست پر سماعت کے بعد فیصلہ محفوظ کرلیا اور متعلقہ حکام کو آئندہ سماعت پر رپورٹ پیش کرنے کی ہدایت کی۔ وزیراعظم نے اجلاس کی صدارت کی جس میں ملکی صورتحال کا جائزہ لیا گیا اور اہم فیصلے کیے گئے۔ اسلام آباد (نمائندہ ایکسپریس) عدالت نے درخواست پر سماعت کے بعد فیصلہ محفوظ کرلیا اور متعلقہ حکام کو آئندہ سماعت پر رپورٹ پیش کرنے کی ہدایت کی۔ وزیراعظم نے اجلاس کی صدارت کی جس میں ملکی صورتحال کا جائزہ لیا گیا اور اہم فیصلے کیے گئے۔ اسلام آباد (نمائندہ ایکسپریس) عدالت نے درخواست پر سماعت کے بعد فیصلہ محفوظ کرلیا اور متعلقہ حکام کو آئندہ سماعت پر رپورٹ پیش کرنے کی ہدایت کی۔ وزیراعظم نے اجلاس کی صدارت کی جس میں ملکی صورتحال کا جائزہ لیا گیا اور اہم فیصلے کیے گئے۔ اسلام آباد (نمائندہ ایکسپریس) عدالت نے درخواست پر سماعت کے بعد فیصلہ محفوظ کرلیا اور متعلقہ حکام کو آئندہ سماعت پر رپورٹ پیش کرنے کی ہدایت کی۔ وزیراعظم نے اجلاس کی صدارت کی جس میں ملکی صورتحال کا جائزہ لیا گیا اور اہم فیصلے کیے گئے۔ اسلام آباد (نمائندہ ایکسپریس) عدالت نے درخواست پر سماعت کے بعد فیصلہ محفوظ کرلیا اور متعلقہ حکام کو آئندہ سماعت پر رپورٹ پیش کرنے کی ہدایت کی۔ وزیراعظم نے اجلاس کی صدارت کی جس میں ملکی صورتحال کا جائزہ لیا گیا اور اہم فیصلے کیے گئے۔ اسلام آباد (نمائندہ ایکسپریس) عدالت نے درخواست پر سماعت کے بعد فیصلہ محفوظ کرلیا اور متعلقہ حکام کو آئندہ سماعت پر رپورٹ پیش کرنے کی ہدایت کی۔ وزیراعظم نے اجلاس کی صدارت کی جس میں ملکی صورتحال کا جائزہ لیا گیا اور اہم فیصلے کیے گئے۔ اسلام آباد (نمائندہ ایکسپریس) عدالت نے درخواست پر سماعت کے بعد فیصلہ محفوظ کرلیا اور متعلقہ حکام کو آئندہ سماعت پر رپورٹ پیش کرنے کی ہدایت کی۔ وزیراعظم نے اجلاس کی صدارت کی جس میں ملکی صورتحال کا جائزہ لیا گیا اور اہم فیصلے کیے گئے۔ xyxy=(390,975,474,1358)
column-continuation-text: اسلام آباد (نمائندہ ایکسپریس) عدالت نے درخواست پر سماعت کے بعد فیصلہ محفوظ کرلیا اور متعلقہ حکام کو آئندہ سماعت پر رپورٹ پیش کرنے کی ہدایت کی۔ وزیراعظم نے اجلاس کی صدارت کی جس میں ملکی صورتحال کا جائزہ لیا گیا اور اہم فیصلے کیے گئے۔ اسلام آباد (نمائندہ ایکسپریس) عدالت نے درخواست پر سماعت کے بعد فیصلہ محفوظ کرلیا اور متعلقہ حکام کو آئندہ سماعت پر رپورٹ پیش کرنے کی ہدایت کی۔ وزیراعظم نے اجلاس کی صدارت کی جس میں ملکی صورتحال کا جائزہ لیا گیا اور اہم فیصلے کیے گئے۔ xyxy=(390,35,474,143)
section-number-badge: 31 xyxy=(119,958,138,973)
section-title: مرمت اور تعمیر xyxy=(505,960,561,971)
news-column-2 xyxy=(567,35,657,2170)
section-body-text: اسلام آباد (نمائندہ ایکسپریس) عدالت نے درخواست پر سماعت کے بعد فیصلہ محفوظ کرلیا اور متعلقہ حکام کو آئندہ سماعت پر رپورٹ پیش کرنے کی ہدایت کی۔ وزیراعظم نے اجلاس کی صدارت کی جس میں ملکی صورتحال کا جائزہ لیا گیا اور اہم فیصلے کیے گئے۔ اسلام آباد (نمائندہ ایکسپریس) عدالت نے درخواست پر سماعت کے بعد فیصلہ محفوظ کرلیا اور متعلقہ حکام کو آئندہ سماعت پر رپورٹ پیش کرنے کی ہدایت کی۔ وزیراعظم نے اجلاس کی صدارت کی جس میں ملکی صورتحال کا جائزہ لیا گیا اور اہم فیصلے کیے گئے۔ اسلام آباد (نمائندہ ایکسپریس) عدالت نے درخواست پر سماعت کے بعد فیصلہ محفوظ کرلیا اور متعلقہ حکام کو آئندہ سماعت پر رپورٹ پیش کرنے کی ہدایت کی۔ وزیراعظم نے اجلاس کی صدارت کی جس میں ملکی صورتحال کا جائزہ لیا گیا اور اہم فیصلے کیے گئے۔ اسلام آباد (نمائندہ ایکسپریس) عدالت نے درخواست پر سماعت کے بعد فیصلہ محفوظ کرلیا اور متعلقہ حکام کو آئندہ سماعت پر رپورٹ پیش کرنے کی ہدایت کی۔ وزیراعظم نے اجلاس کی صدارت کی جس میں ملکی صورتحال کا جائزہ لیا گیا اور اہم فیصلے کیے گئے۔ اسلام آباد (نمائندہ ایکسپریس) عدالت نے درخواست پر سماعت کے بعد فیصلہ محفوظ کرلیا اور متعلقہ حکام کو آئندہ سماعت پر رپورٹ پیش کرنے کی ہدایت کی۔ وزیراعظم نے اجلاس کی صدارت کی جس میں ملکی صورتحال کا جائزہ لیا گیا اور اہم فیصلے کیے گئے۔ اسلام آباد (نمائندہ ایکسپریس) عدالت نے درخواست پر سماعت کے بعد فیصلہ محفوظ کرلیا اور متعلقہ حکام کو آئندہ سماعت پر رپورٹ پیش کرنے کی ہدایت کی۔ وزیراعظم نے اجلاس کی صدارت کی جس میں ملکی صورتحال کا جائزہ لیا گیا اور اہم فیصلے کیے گئے۔ اسلام آباد (نمائندہ ایکسپریس) عدالت نے درخواست پر سماعت کے بعد فیصلہ محفوظ کرلیا اور متعلقہ حکام کو آئندہ سماعت پر رپورٹ پیش کرنے کی ہدایت کی۔ وزیراعظم نے اجلاس کی صدارت کی جس میں ملکی صورتحال کا جائزہ لیا گیا اور اہم فیصلے کیے گئے۔ xyxy=(660,1382,745,1764)
section-number-badge: 14 xyxy=(480,1364,500,1379)
section-number-badge: 10 xyxy=(571,1770,590,1785)
section-heading xyxy=(118,1769,204,1786)
news-section xyxy=(209,551,294,952)
section-number-badge: 24 xyxy=(300,1364,320,1379)
section-body-text: اسلام آباد (نمائندہ ایکسپریس) عدالت نے درخواست پر سماعت کے بعد فیصلہ محفوظ کرلیا اور متعلقہ حکام کو آئندہ سماعت پر رپورٹ پیش کرنے کی ہدایت کی۔ وزیراعظم نے اجلاس کی صدارت کی جس میں ملکی صورتحال کا جائزہ لیا گیا اور اہم فیصلے کیے گئے۔ اسلام آباد (نمائندہ ایکسپریس) عدالت نے درخواست پر سماعت کے بعد فیصلہ محفوظ کرلیا اور متعلقہ حکام کو آئندہ سماعت پر رپورٹ پیش کرنے کی ہدایت کی۔ وزیراعظم نے اجلاس کی صدارت کی جس میں ملکی صورتحال کا جائزہ لیا گیا اور اہم فیصلے کیے گئے۔ اسلام آباد (نمائندہ ایکسپریس) عدالت نے درخواست پر سماعت کے بعد فیصلہ محفوظ کرلیا اور متعلقہ حکام کو آئندہ سماعت پر رپورٹ پیش کرنے کی ہدایت کی۔ وزیراعظم نے اجلاس کی صدارت کی جس میں ملکی صورتحال کا جائزہ لیا گیا اور اہم فیصلے کیے گئے۔ اسلام آباد (نمائندہ ایکسپریس) عدالت نے درخواست پر سماعت کے بعد فیصلہ محفوظ کرلیا اور متعلقہ حکام کو آئندہ سماعت پر رپورٹ پیش کرنے کی ہدایت کی۔ وزیراعظم نے اجلاس کی صدارت کی جس میں ملکی صورتحال کا جائزہ لیا گیا اور اہم فیصلے کیے گئے۔ اسلام آباد (نمائندہ ایکسپریس) عدالت نے درخواست پر سماعت کے بعد فیصلہ محفوظ کرلیا اور متعلقہ حکام کو آئندہ سماعت پر رپورٹ پیش کرنے کی ہدایت کی۔ وزیراعظم نے اجلاس کی صدارت کی جس میں ملکی صورتحال کا جائزہ لیا گیا اور اہم فیصلے کیے گئے۔ اسلام آباد (نمائندہ ایکسپریس) عدالت نے درخواست پر سماعت کے بعد فیصلہ محفوظ کرلیا اور متعلقہ حکام کو آئندہ سماعت پر رپورٹ پیش کرنے کی ہدایت کی۔ وزیراعظم نے اجلاس کی صدارت کی جس میں ملکی صورتحال کا جائزہ لیا گیا اور اہم فیصلے کیے گئے۔ اسلام آباد (نمائندہ ایکسپریس) عدالت نے درخواست پر سماعت کے بعد فیصلہ محفوظ کرلیا اور متعلقہ حکام کو آئندہ سماعت پر رپورٹ پیش کرنے کی ہدایت کی۔ وزیراعظم نے اجلاس کی صدارت کی جس میں ملکی صورتحال کا جائزہ لیا گیا اور اہم فیصلے کیے گئے۔ xyxy=(390,570,474,953)
section-title: پرویز الٰہی گرفتاری xyxy=(312,960,380,971)
section-title: تجارت xyxy=(358,149,380,159)
news-section xyxy=(480,957,565,1358)
news-section xyxy=(390,551,474,952)
section-body-text: اسلام آباد (نمائندہ ایکسپریس) عدالت نے درخواست پر سماعت کے بعد فیصلہ محفوظ کرلیا اور متعلقہ حکام کو آئندہ سماعت پر رپورٹ پیش کرنے کی ہدایت کی۔ وزیراعظم نے اجلاس کی صدارت کی جس میں ملکی صورتحال کا جائزہ لیا گیا اور اہم فیصلے کیے گئے۔ اسلام آباد (نمائندہ ایکسپریس) عدالت نے درخواست پر سماعت کے بعد فیصلہ محفوظ کرلیا اور متعلقہ حکام کو آئندہ سماعت پر رپورٹ پیش کرنے کی ہدایت کی۔ وزیراعظم نے اجلاس کی صدارت کی جس میں ملکی صورتحال کا جائزہ لیا گیا اور اہم فیصلے کیے گئے۔ اسلام آباد (نمائندہ ایکسپریس) عدالت نے درخواست پر سماعت کے بعد فیصلہ محفوظ کرلیا اور متعلقہ حکام کو آئندہ سماعت پر رپورٹ پیش کرنے کی ہدایت کی۔ وزیراعظم نے اجلاس کی صدارت کی جس میں ملکی صورتحال کا جائزہ لیا گیا اور اہم فیصلے کیے گئے۔ اسلام آباد (نمائندہ ایکسپریس) عدالت نے درخواست پر سماعت کے بعد فیصلہ محفوظ کرلیا اور متعلقہ حکام کو آئندہ سماعت پر رپورٹ پیش کرنے کی ہدایت کی۔ وزیراعظم نے اجلاس کی صدارت کی جس میں ملکی صورتحال کا جائزہ لیا گیا اور اہم فیصلے کیے گئے۔ اسلام آباد (نمائندہ ایکسپریس) عدالت نے درخواست پر سماعت کے بعد فیصلہ محفوظ کرلیا اور متعلقہ حکام کو آئندہ سماعت پر رپورٹ پیش کرنے کی ہدایت کی۔ وزیراعظم نے اجلاس کی صدارت کی جس میں ملکی صورتحال کا جائزہ لیا گیا اور اہم فیصلے کیے گئے۔ اسلام آباد (نمائندہ ایکسپریس) عدالت نے درخواست پر سماعت کے بعد فیصلہ محفوظ کرلیا اور متعلقہ حکام کو آئندہ سماعت پر رپورٹ پیش کرنے کی ہدایت کی۔ وزیراعظم نے اجلاس کی صدارت کی جس میں ملکی صورتحال کا جائزہ لیا گیا اور اہم فیصلے کیے گئے۔ اسلام آباد (نمائندہ ایکسپریس) عدالت نے درخواست پر سماعت کے بعد فیصلہ محفوظ کرلیا اور متعلقہ حکام کو آئندہ سماعت پر رپورٹ پیش کرنے کی ہدایت کی۔ وزیراعظم نے اجلاس کی صدارت کی جس میں ملکی صورتحال کا جائزہ لیا گیا اور اہم فیصلے کیے گئے۔ xyxy=(480,570,565,953)
newspaper-page xyxy=(23,35,747,2576)
section-heading xyxy=(390,551,474,568)
section-heading xyxy=(570,1363,655,1379)
section-number-badge: 1 xyxy=(661,147,681,162)
column-continuation-text: اسلام آباد (نمائندہ ایکسپریس) عدالت نے درخواست پر سماعت کے بعد فیصلہ محفوظ کرلیا اور متعلقہ حکام کو آئندہ سماعت پر رپورٹ پیش کرنے کی ہدایت کی۔ وزیراعظم نے اجلاس کی صدارت کی جس میں ملکی صورتحال کا جائزہ لیا گیا اور اہم فیصلے کیے گئے۔ اسلام آباد (نمائندہ ایکسپریس) عدالت نے درخواست پر سماعت کے بعد فیصلہ محفوظ کرلیا اور متعلقہ حکام کو آئندہ سماعت پر رپورٹ پیش کرنے کی ہدایت کی۔ وزیراعظم نے اجلاس کی صدارت کی جس میں ملکی صورتحال کا جائزہ لیا گیا اور اہم فیصلے کیے گئے۔ xyxy=(660,35,745,143)
section-number-badge: 29 xyxy=(119,147,138,162)
news-section xyxy=(660,551,745,952)
section-heading xyxy=(570,146,655,162)
news-section xyxy=(299,957,384,1358)
section-heading xyxy=(390,146,474,162)
section-number-badge: 12 xyxy=(480,552,498,567)
section-heading xyxy=(209,551,294,568)
section-title: بزدار xyxy=(273,960,290,971)
section-body-text: اسلام آباد (نمائندہ ایکسپریس) عدالت نے درخواست پر سماعت کے بعد فیصلہ محفوظ کرلیا اور متعلقہ حکام کو آئندہ سماعت پر رپورٹ پیش کرنے کی ہدایت کی۔ وزیراعظم نے اجلاس کی صدارت کی جس میں ملکی صورتحال کا جائزہ لیا گیا اور اہم فیصلے کیے گئے۔ اسلام آباد (نمائندہ ایکسپریس) عدالت نے درخواست پر سماعت کے بعد فیصلہ محفوظ کرلیا اور متعلقہ حکام کو آئندہ سماعت پر رپورٹ پیش کرنے کی ہدایت کی۔ وزیراعظم نے اجلاس کی صدارت کی جس میں ملکی صورتحال کا جائزہ لیا گیا اور اہم فیصلے کیے گئے۔ اسلام آباد (نمائندہ ایکسپریس) عدالت نے درخواست پر سماعت کے بعد فیصلہ محفوظ کرلیا اور متعلقہ حکام کو آئندہ سماعت پر رپورٹ پیش کرنے کی ہدایت کی۔ وزیراعظم نے اجلاس کی صدارت کی جس میں ملکی صورتحال کا جائزہ لیا گیا اور اہم فیصلے کیے گئے۔ اسلام آباد (نمائندہ ایکسپریس) عدالت نے درخواست پر سماعت کے بعد فیصلہ محفوظ کرلیا اور متعلقہ حکام کو آئندہ سماعت پر رپورٹ پیش کرنے کی ہدایت کی۔ وزیراعظم نے اجلاس کی صدارت کی جس میں ملکی صورتحال کا جائزہ لیا گیا اور اہم فیصلے کیے گئے۔ اسلام آباد (نمائندہ ایکسپریس) عدالت نے درخواست پر سماعت کے بعد فیصلہ محفوظ کرلیا اور متعلقہ حکام کو آئندہ سماعت پر رپورٹ پیش کرنے کی ہدایت کی۔ وزیراعظم نے اجلاس کی صدارت کی جس میں ملکی صورتحال کا جائزہ لیا گیا اور اہم فیصلے کیے گئے۔ اسلام آباد (نمائندہ ایکسپریس) عدالت نے درخواست پر سماعت کے بعد فیصلہ محفوظ کرلیا اور متعلقہ حکام کو آئندہ سماعت پر رپورٹ پیش کرنے کی ہدایت کی۔ وزیراعظم نے اجلاس کی صدارت کی جس میں ملکی صورتحال کا جائزہ لیا گیا اور اہم فیصلے کیے گئے۔ اسلام آباد (نمائندہ ایکسپریس) عدالت نے درخواست پر سماعت کے بعد فیصلہ محفوظ کرلیا اور متعلقہ حکام کو آئندہ سماعت پر رپورٹ پیش کرنے کی ہدایت کی۔ وزیراعظم نے اجلاس کی صدارت کی جس میں ملکی صورتحال کا جائزہ لیا گیا اور اہم فیصلے کیے گئے۔ xyxy=(209,164,294,547)
section-number-badge: 34 xyxy=(119,2175,138,2190)
section-body-text: اسلام آباد (نمائندہ ایکسپریس) عدالت نے درخواست پر سماعت کے بعد فیصلہ محفوظ کرلیا اور متعلقہ حکام کو آئندہ سماعت پر رپورٹ پیش کرنے کی ہدایت کی۔ وزیراعظم نے اجلاس کی صدارت کی جس میں ملکی صورتحال کا جائزہ لیا گیا اور اہم فیصلے کیے گئے۔ اسلام آباد (نمائندہ ایکسپریس) عدالت نے درخواست پر سماعت کے بعد فیصلہ محفوظ کرلیا اور متعلقہ حکام کو آئندہ سماعت پر رپورٹ پیش کرنے کی ہدایت کی۔ وزیراعظم نے اجلاس کی صدارت کی جس میں ملکی صورتحال کا جائزہ لیا گیا اور اہم فیصلے کیے گئے۔ اسلام آباد (نمائندہ ایکسپریس) عدالت نے درخواست پر سماعت کے بعد فیصلہ محفوظ کرلیا اور متعلقہ حکام کو آئندہ سماعت پر رپورٹ پیش کرنے کی ہدایت کی۔ وزیراعظم نے اجلاس کی صدارت کی جس میں ملکی صورتحال کا جائزہ لیا گیا اور اہم فیصلے کیے گئے۔ اسلام آباد (نمائندہ ایکسپریس) عدالت نے درخواست پر سماعت کے بعد فیصلہ محفوظ کرلیا اور متعلقہ حکام کو آئندہ سماعت پر رپورٹ پیش کرنے کی ہدایت کی۔ وزیراعظم نے اجلاس کی صدارت کی جس میں ملکی صورتحال کا جائزہ لیا گیا اور اہم فیصلے کیے گئے۔ اسلام آباد (نمائندہ ایکسپریس) عدالت نے درخواست پر سماعت کے بعد فیصلہ محفوظ کرلیا اور متعلقہ حکام کو آئندہ سماعت پر رپورٹ پیش کرنے کی ہدایت کی۔ وزیراعظم نے اجلاس کی صدارت کی جس میں ملکی صورتحال کا جائزہ لیا گیا اور اہم فیصلے کیے گئے۔ اسلام آباد (نمائندہ ایکسپریس) عدالت نے درخواست پر سماعت کے بعد فیصلہ محفوظ کرلیا اور متعلقہ حکام کو آئندہ سماعت پر رپورٹ پیش کرنے کی ہدایت کی۔ وزیراعظم نے اجلاس کی صدارت کی جس میں ملکی صورتحال کا جائزہ لیا گیا اور اہم فیصلے کیے گئے۔ اسلام آباد (نمائندہ ایکسپریس) عدالت نے درخواست پر سماعت کے بعد فیصلہ محفوظ کرلیا اور متعلقہ حکام کو آئندہ سماعت پر رپورٹ پیش کرنے کی ہدایت کی۔ وزیراعظم نے اجلاس کی صدارت کی جس میں ملکی صورتحال کا جائزہ لیا گیا اور اہم فیصلے کیے گئے۔ xyxy=(480,975,565,1358)
section-body-text: اسلام آباد (نمائندہ ایکسپریس) عدالت نے درخواست پر سماعت کے بعد فیصلہ محفوظ کرلیا اور متعلقہ حکام کو آئندہ سماعت پر رپورٹ پیش کرنے کی ہدایت کی۔ وزیراعظم نے اجلاس کی صدارت کی جس میں ملکی صورتحال کا جائزہ لیا گیا اور اہم فیصلے کیے گئے۔ اسلام آباد (نمائندہ ایکسپریس) عدالت نے درخواست پر سماعت کے بعد فیصلہ محفوظ کرلیا اور متعلقہ حکام کو آئندہ سماعت پر رپورٹ پیش کرنے کی ہدایت کی۔ وزیراعظم نے اجلاس کی صدارت کی جس میں ملکی صورتحال کا جائزہ لیا گیا اور اہم فیصلے کیے گئے۔ اسلام آباد (نمائندہ ایکسپریس) عدالت نے درخواست پر سماعت کے بعد فیصلہ محفوظ کرلیا اور متعلقہ حکام کو آئندہ سماعت پر رپورٹ پیش کرنے کی ہدایت کی۔ وزیراعظم نے اجلاس کی صدارت کی جس میں ملکی صورتحال کا جائزہ لیا گیا اور اہم فیصلے کیے گئے۔ اسلام آباد (نمائندہ ایکسپریس) عدالت نے درخواست پر سماعت کے بعد فیصلہ محفوظ کرلیا اور متعلقہ حکام کو آئندہ سماعت پر رپورٹ پیش کرنے کی ہدایت کی۔ وزیراعظم نے اجلاس کی صدارت کی جس میں ملکی صورتحال کا جائزہ لیا گیا اور اہم فیصلے کیے گئے۔ اسلام آباد (نمائندہ ایکسپریس) عدالت نے درخواست پر سماعت کے بعد فیصلہ محفوظ کرلیا اور متعلقہ حکام کو آئندہ سماعت پر رپورٹ پیش کرنے کی ہدایت کی۔ وزیراعظم نے اجلاس کی صدارت کی جس میں ملکی صورتحال کا جائزہ لیا گیا اور اہم فیصلے کیے گئے۔ اسلام آباد (نمائندہ ایکسپریس) عدالت نے درخواست پر سماعت کے بعد فیصلہ محفوظ کرلیا اور متعلقہ حکام کو آئندہ سماعت پر رپورٹ پیش کرنے کی ہدایت کی۔ وزیراعظم نے اجلاس کی صدارت کی جس میں ملکی صورتحال کا جائزہ لیا گیا اور اہم فیصلے کیے گئے۔ اسلام آباد (نمائندہ ایکسپریس) عدالت نے درخواست پر سماعت کے بعد فیصلہ محفوظ کرلیا اور متعلقہ حکام کو آئندہ سماعت پر رپورٹ پیش کرنے کی ہدایت کی۔ وزیراعظم نے اجلاس کی صدارت کی جس میں ملکی صورتحال کا جائزہ لیا گیا اور اہم فیصلے کیے گئے۔ xyxy=(480,164,565,547)
section-number-badge: 9 xyxy=(571,1364,590,1379)
section-title: چیلنج xyxy=(362,1366,380,1376)
section-title: عمران xyxy=(538,149,561,159)
section-body-text: اسلام آباد (نمائندہ ایکسپریس) عدالت نے درخواست پر سماعت کے بعد فیصلہ محفوظ کرلیا اور متعلقہ حکام کو آئندہ سماعت پر رپورٹ پیش کرنے کی ہدایت کی۔ وزیراعظم نے اجلاس کی صدارت کی جس میں ملکی صورتحال کا جائزہ لیا گیا اور اہم فیصلے کیے گئے۔ اسلام آباد (نمائندہ ایکسپریس) عدالت نے درخواست پر سماعت کے بعد فیصلہ محفوظ کرلیا اور متعلقہ حکام کو آئندہ سماعت پر رپورٹ پیش کرنے کی ہدایت کی۔ وزیراعظم نے اجلاس کی صدارت کی جس میں ملکی صورتحال کا جائزہ لیا گیا اور اہم فیصلے کیے گئے۔ اسلام آباد (نمائندہ ایکسپریس) عدالت نے درخواست پر سماعت کے بعد فیصلہ محفوظ کرلیا اور متعلقہ حکام کو آئندہ سماعت پر رپورٹ پیش کرنے کی ہدایت کی۔ وزیراعظم نے اجلاس کی صدارت کی جس میں ملکی صورتحال کا جائزہ لیا گیا اور اہم فیصلے کیے گئے۔ اسلام آباد (نمائندہ ایکسپریس) عدالت نے درخواست پر سماعت کے بعد فیصلہ محفوظ کرلیا اور متعلقہ حکام کو آئندہ سماعت پر رپورٹ پیش کرنے کی ہدایت کی۔ وزیراعظم نے اجلاس کی صدارت کی جس میں ملکی صورتحال کا جائزہ لیا گیا اور اہم فیصلے کیے گئے۔ اسلام آباد (نمائندہ ایکسپریس) عدالت نے درخواست پر سماعت کے بعد فیصلہ محفوظ کرلیا اور متعلقہ حکام کو آئندہ سماعت پر رپورٹ پیش کرنے کی ہدایت کی۔ وزیراعظم نے اجلاس کی صدارت کی جس میں ملکی صورتحال کا جائزہ لیا گیا اور اہم فیصلے کیے گئے۔ اسلام آباد (نمائندہ ایکسپریس) عدالت نے درخواست پر سماعت کے بعد فیصلہ محفوظ کرلیا اور متعلقہ حکام کو آئندہ سماعت پر رپورٹ پیش کرنے کی ہدایت کی۔ وزیراعظم نے اجلاس کی صدارت کی جس میں ملکی صورتحال کا جائزہ لیا گیا اور اہم فیصلے کیے گئے۔ اسلام آباد (نمائندہ ایکسپریس) عدالت نے درخواست پر سماعت کے بعد فیصلہ محفوظ کرلیا اور متعلقہ حکام کو آئندہ سماعت پر رپورٹ پیش کرنے کی ہدایت کی۔ وزیراعظم نے اجلاس کی صدارت کی جس میں ملکی صورتحال کا جائزہ لیا گیا اور اہم فیصلے کیے گئے۔ xyxy=(570,1382,655,1764)
section-title: یوم تکریم xyxy=(166,554,200,565)
section-heading xyxy=(299,551,384,568)
section-number-badge: 17 xyxy=(390,958,410,973)
news-column-6 xyxy=(206,35,296,1358)
section-title: گیلانی xyxy=(720,554,741,565)
section-body-text: اسلام آباد (نمائندہ ایکسپریس) عدالت نے درخواست پر سماعت کے بعد فیصلہ محفوظ کرلیا اور متعلقہ حکام کو آئندہ سماعت پر رپورٹ پیش کرنے کی ہدایت کی۔ وزیراعظم نے اجلاس کی صدارت کی جس میں ملکی صورتحال کا جائزہ لیا گیا اور اہم فیصلے کیے گئے۔ اسلام آباد (نمائندہ ایکسپریس) عدالت نے درخواست پر سماعت کے بعد فیصلہ محفوظ کرلیا اور متعلقہ حکام کو آئندہ سماعت پر رپورٹ پیش کرنے کی ہدایت کی۔ وزیراعظم نے اجلاس کی صدارت کی جس میں ملکی صورتحال کا جائزہ لیا گیا اور اہم فیصلے کیے گئے۔ اسلام آباد (نمائندہ ایکسپریس) عدالت نے درخواست پر سماعت کے بعد فیصلہ محفوظ کرلیا اور متعلقہ حکام کو آئندہ سماعت پر رپورٹ پیش کرنے کی ہدایت کی۔ وزیراعظم نے اجلاس کی صدارت کی جس میں ملکی صورتحال کا جائزہ لیا گیا اور اہم فیصلے کیے گئے۔ اسلام آباد (نمائندہ ایکسپریس) عدالت نے درخواست پر سماعت کے بعد فیصلہ محفوظ کرلیا اور متعلقہ حکام کو آئندہ سماعت پر رپورٹ پیش کرنے کی ہدایت کی۔ وزیراعظم نے اجلاس کی صدارت کی جس میں ملکی صورتحال کا جائزہ لیا گیا اور اہم فیصلے کیے گئے۔ اسلام آباد (نمائندہ ایکسپریس) عدالت نے درخواست پر سماعت کے بعد فیصلہ محفوظ کرلیا اور متعلقہ حکام کو آئندہ سماعت پر رپورٹ پیش کرنے کی ہدایت کی۔ وزیراعظم نے اجلاس کی صدارت کی جس میں ملکی صورتحال کا جائزہ لیا گیا اور اہم فیصلے کیے گئے۔ اسلام آباد (نمائندہ ایکسپریس) عدالت نے درخواست پر سماعت کے بعد فیصلہ محفوظ کرلیا اور متعلقہ حکام کو آئندہ سماعت پر رپورٹ پیش کرنے کی ہدایت کی۔ وزیراعظم نے اجلاس کی صدارت کی جس میں ملکی صورتحال کا جائزہ لیا گیا اور اہم فیصلے کیے گئے۔ اسلام آباد (نمائندہ ایکسپریس) عدالت نے درخواست پر سماعت کے بعد فیصلہ محفوظ کرلیا اور متعلقہ حکام کو آئندہ سماعت پر رپورٹ پیش کرنے کی ہدایت کی۔ وزیراعظم نے اجلاس کی صدارت کی جس میں ملکی صورتحال کا جائزہ لیا گیا اور اہم فیصلے کیے گئے۔ xyxy=(660,975,745,1358)
section-body-text: اسلام آباد (نمائندہ ایکسپریس) عدالت نے درخواست پر سماعت کے بعد فیصلہ محفوظ کرلیا اور متعلقہ حکام کو آئندہ سماعت پر رپورٹ پیش کرنے کی ہدایت کی۔ وزیراعظم نے اجلاس کی صدارت کی جس میں ملکی صورتحال کا جائزہ لیا گیا اور اہم فیصلے کیے گئے۔ اسلام آباد (نمائندہ ایکسپریس) عدالت نے درخواست پر سماعت کے بعد فیصلہ محفوظ کرلیا اور متعلقہ حکام کو آئندہ سماعت پر رپورٹ پیش کرنے کی ہدایت کی۔ وزیراعظم نے اجلاس کی صدارت کی جس میں ملکی صورتحال کا جائزہ لیا گیا اور اہم فیصلے کیے گئے۔ اسلام آباد (نمائندہ ایکسپریس) عدالت نے درخواست پر سماعت کے بعد فیصلہ محفوظ کرلیا اور متعلقہ حکام کو آئندہ سماعت پر رپورٹ پیش کرنے کی ہدایت کی۔ وزیراعظم نے اجلاس کی صدارت کی جس میں ملکی صورتحال کا جائزہ لیا گیا اور اہم فیصلے کیے گئے۔ اسلام آباد (نمائندہ ایکسپریس) عدالت نے درخواست پر سماعت کے بعد فیصلہ محفوظ کرلیا اور متعلقہ حکام کو آئندہ سماعت پر رپورٹ پیش کرنے کی ہدایت کی۔ وزیراعظم نے اجلاس کی صدارت کی جس میں ملکی صورتحال کا جائزہ لیا گیا اور اہم فیصلے کیے گئے۔ اسلام آباد (نمائندہ ایکسپریس) عدالت نے درخواست پر سماعت کے بعد فیصلہ محفوظ کرلیا اور متعلقہ حکام کو آئندہ سماعت پر رپورٹ پیش کرنے کی ہدایت کی۔ وزیراعظم نے اجلاس کی صدارت کی جس میں ملکی صورتحال کا جائزہ لیا گیا اور اہم فیصلے کیے گئے۔ اسلام آباد (نمائندہ ایکسپریس) عدالت نے درخواست پر سماعت کے بعد فیصلہ محفوظ کرلیا اور متعلقہ حکام کو آئندہ سماعت پر رپورٹ پیش کرنے کی ہدایت کی۔ وزیراعظم نے اجلاس کی صدارت کی جس میں ملکی صورتحال کا جائزہ لیا گیا اور اہم فیصلے کیے گئے۔ اسلام آباد (نمائندہ ایکسپریس) عدالت نے درخواست پر سماعت کے بعد فیصلہ محفوظ کرلیا اور متعلقہ حکام کو آئندہ سماعت پر رپورٹ پیش کرنے کی ہدایت کی۔ وزیراعظم نے اجلاس کی صدارت کی جس میں ملکی صورتحال کا جائزہ لیا گیا اور اہم فیصلے کیے گئے۔ xyxy=(390,1787,474,2170)
section-body-text: اسلام آباد (نمائندہ ایکسپریس) عدالت نے درخواست پر سماعت کے بعد فیصلہ محفوظ کرلیا اور متعلقہ حکام کو آئندہ سماعت پر رپورٹ پیش کرنے کی ہدایت کی۔ وزیراعظم نے اجلاس کی صدارت کی جس میں ملکی صورتحال کا جائزہ لیا گیا اور اہم فیصلے کیے گئے۔ اسلام آباد (نمائندہ ایکسپریس) عدالت نے درخواست پر سماعت کے بعد فیصلہ محفوظ کرلیا اور متعلقہ حکام کو آئندہ سماعت پر رپورٹ پیش کرنے کی ہدایت کی۔ وزیراعظم نے اجلاس کی صدارت کی جس میں ملکی صورتحال کا جائزہ لیا گیا اور اہم فیصلے کیے گئے۔ اسلام آباد (نمائندہ ایکسپریس) عدالت نے درخواست پر سماعت کے بعد فیصلہ محفوظ کرلیا اور متعلقہ حکام کو آئندہ سماعت پر رپورٹ پیش کرنے کی ہدایت کی۔ وزیراعظم نے اجلاس کی صدارت کی جس میں ملکی صورتحال کا جائزہ لیا گیا اور اہم فیصلے کیے گئے۔ اسلام آباد (نمائندہ ایکسپریس) عدالت نے درخواست پر سماعت کے بعد فیصلہ محفوظ کرلیا اور متعلقہ حکام کو آئندہ سماعت پر رپورٹ پیش کرنے کی ہدایت کی۔ وزیراعظم نے اجلاس کی صدارت کی جس میں ملکی صورتحال کا جائزہ لیا گیا اور اہم فیصلے کیے گئے۔ اسلام آباد (نمائندہ ایکسپریس) عدالت نے درخواست پر سماعت کے بعد فیصلہ محفوظ کرلیا اور متعلقہ حکام کو آئندہ سماعت پر رپورٹ پیش کرنے کی ہدایت کی۔ وزیراعظم نے اجلاس کی صدارت کی جس میں ملکی صورتحال کا جائزہ لیا گیا اور اہم فیصلے کیے گئے۔ اسلام آباد (نمائندہ ایکسپریس) عدالت نے درخواست پر سماعت کے بعد فیصلہ محفوظ کرلیا اور متعلقہ حکام کو آئندہ سماعت پر رپورٹ پیش کرنے کی ہدایت کی۔ وزیراعظم نے اجلاس کی صدارت کی جس میں ملکی صورتحال کا جائزہ لیا گیا اور اہم فیصلے کیے گئے۔ اسلام آباد (نمائندہ ایکسپریس) عدالت نے درخواست پر سماعت کے بعد فیصلہ محفوظ کرلیا اور متعلقہ حکام کو آئندہ سماعت پر رپورٹ پیش کرنے کی ہدایت کی۔ وزیراعظم نے اجلاس کی صدارت کی جس میں ملکی صورتحال کا جائزہ لیا گیا اور اہم فیصلے کیے گئے۔ xyxy=(660,570,745,953)
news-section xyxy=(209,957,294,1358)
section-title: شہباز شریف xyxy=(334,554,380,565)
section-heading xyxy=(118,957,204,974)
news-section xyxy=(118,146,204,547)
section-body-text: اسلام آباد (نمائندہ ایکسپریس) عدالت نے درخواست پر سماعت کے بعد فیصلہ محفوظ کرلیا اور متعلقہ حکام کو آئندہ سماعت پر رپورٹ پیش کرنے کی ہدایت کی۔ وزیراعظم نے اجلاس کی صدارت کی جس میں ملکی صورتحال کا جائزہ لیا گیا اور اہم فیصلے کیے گئے۔ اسلام آباد (نمائندہ ایکسپریس) عدالت نے درخواست پر سماعت کے بعد فیصلہ محفوظ کرلیا اور متعلقہ حکام کو آئندہ سماعت پر رپورٹ پیش کرنے کی ہدایت کی۔ وزیراعظم نے اجلاس کی صدارت کی جس میں ملکی صورتحال کا جائزہ لیا گیا اور اہم فیصلے کیے گئے۔ اسلام آباد (نمائندہ ایکسپریس) عدالت نے درخواست پر سماعت کے بعد فیصلہ محفوظ کرلیا اور متعلقہ حکام کو آئندہ سماعت پر رپورٹ پیش کرنے کی ہدایت کی۔ وزیراعظم نے اجلاس کی صدارت کی جس میں ملکی صورتحال کا جائزہ لیا گیا اور اہم فیصلے کیے گئے۔ اسلام آباد (نمائندہ ایکسپریس) عدالت نے درخواست پر سماعت کے بعد فیصلہ محفوظ کرلیا اور متعلقہ حکام کو آئندہ سماعت پر رپورٹ پیش کرنے کی ہدایت کی۔ وزیراعظم نے اجلاس کی صدارت کی جس میں ملکی صورتحال کا جائزہ لیا گیا اور اہم فیصلے کیے گئے۔ اسلام آباد (نمائندہ ایکسپریس) عدالت نے درخواست پر سماعت کے بعد فیصلہ محفوظ کرلیا اور متعلقہ حکام کو آئندہ سماعت پر رپورٹ پیش کرنے کی ہدایت کی۔ وزیراعظم نے اجلاس کی صدارت کی جس میں ملکی صورتحال کا جائزہ لیا گیا اور اہم فیصلے کیے گئے۔ اسلام آباد (نمائندہ ایکسپریس) عدالت نے درخواست پر سماعت کے بعد فیصلہ محفوظ کرلیا اور متعلقہ حکام کو آئندہ سماعت پر رپورٹ پیش کرنے کی ہدایت کی۔ وزیراعظم نے اجلاس کی صدارت کی جس میں ملکی صورتحال کا جائزہ لیا گیا اور اہم فیصلے کیے گئے۔ اسلام آباد (نمائندہ ایکسپریس) عدالت نے درخواست پر سماعت کے بعد فیصلہ محفوظ کرلیا اور متعلقہ حکام کو آئندہ سماعت پر رپورٹ پیش کرنے کی ہدایت کی۔ وزیراعظم نے اجلاس کی صدارت کی جس میں ملکی صورتحال کا جائزہ لیا گیا اور اہم فیصلے کیے گئے۔ xyxy=(390,2193,474,2576)
section-heading xyxy=(118,146,204,162)
section-title: بجلی xyxy=(183,149,200,159)
section-heading xyxy=(480,146,565,162)
section-title: نوٹس xyxy=(722,1772,741,1783)
section-title: چھوڑ گئے xyxy=(620,960,651,971)
section-body-text: اسلام آباد (نمائندہ ایکسپریس) عدالت نے درخواست پر سماعت کے بعد فیصلہ محفوظ کرلیا اور متعلقہ حکام کو آئندہ سماعت پر رپورٹ پیش کرنے کی ہدایت کی۔ وزیراعظم نے اجلاس کی صدارت کی جس میں ملکی صورتحال کا جائزہ لیا گیا اور اہم فیصلے کیے گئے۔ اسلام آباد (نمائندہ ایکسپریس) عدالت نے درخواست پر سماعت کے بعد فیصلہ محفوظ کرلیا اور متعلقہ حکام کو آئندہ سماعت پر رپورٹ پیش کرنے کی ہدایت کی۔ وزیراعظم نے اجلاس کی صدارت کی جس میں ملکی صورتحال کا جائزہ لیا گیا اور اہم فیصلے کیے گئے۔ اسلام آباد (نمائندہ ایکسپریس) عدالت نے درخواست پر سماعت کے بعد فیصلہ محفوظ کرلیا اور متعلقہ حکام کو آئندہ سماعت پر رپورٹ پیش کرنے کی ہدایت کی۔ وزیراعظم نے اجلاس کی صدارت کی جس میں ملکی صورتحال کا جائزہ لیا گیا اور اہم فیصلے کیے گئے۔ اسلام آباد (نمائندہ ایکسپریس) عدالت نے درخواست پر سماعت کے بعد فیصلہ محفوظ کرلیا اور متعلقہ حکام کو آئندہ سماعت پر رپورٹ پیش کرنے کی ہدایت کی۔ وزیراعظم نے اجلاس کی صدارت کی جس میں ملکی صورتحال کا جائزہ لیا گیا اور اہم فیصلے کیے گئے۔ اسلام آباد (نمائندہ ایکسپریس) عدالت نے درخواست پر سماعت کے بعد فیصلہ محفوظ کرلیا اور متعلقہ حکام کو آئندہ سماعت پر رپورٹ پیش کرنے کی ہدایت کی۔ وزیراعظم نے اجلاس کی صدارت کی جس میں ملکی صورتحال کا جائزہ لیا گیا اور اہم فیصلے کیے گئے۔ اسلام آباد (نمائندہ ایکسپریس) عدالت نے درخواست پر سماعت کے بعد فیصلہ محفوظ کرلیا اور متعلقہ حکام کو آئندہ سماعت پر رپورٹ پیش کرنے کی ہدایت کی۔ وزیراعظم نے اجلاس کی صدارت کی جس میں ملکی صورتحال کا جائزہ لیا گیا اور اہم فیصلے کیے گئے۔ اسلام آباد (نمائندہ ایکسپریس) عدالت نے درخواست پر سماعت کے بعد فیصلہ محفوظ کرلیا اور متعلقہ حکام کو آئندہ سماعت پر رپورٹ پیش کرنے کی ہدایت کی۔ وزیراعظم نے اجلاس کی صدارت کی جس میں ملکی صورتحال کا جائزہ لیا گیا اور اہم فیصلے کیے گئے۔ xyxy=(299,570,384,953)
news-section xyxy=(118,2174,204,2575)
section-title: آزاد xyxy=(458,1772,471,1783)
news-section xyxy=(480,146,565,547)
masthead xyxy=(23,15,747,33)
section-heading xyxy=(390,957,474,974)
section-heading xyxy=(299,1363,384,1379)
column-continuation-text: اسلام آباد (نمائندہ ایکسپریس) عدالت نے درخواست پر سماعت کے بعد فیصلہ محفوظ کرلیا اور متعلقہ حکام کو آئندہ سماعت پر رپورٹ پیش کرنے کی ہدایت کی۔ وزیراعظم نے اجلاس کی صدارت کی جس میں ملکی صورتحال کا جائزہ لیا گیا اور اہم فیصلے کیے گئے۔ اسلام آباد (نمائندہ ایکسپریس) عدالت نے درخواست پر سماعت کے بعد فیصلہ محفوظ کرلیا اور متعلقہ حکام کو آئندہ سماعت پر رپورٹ پیش کرنے کی ہدایت کی۔ وزیراعظم نے اجلاس کی صدارت کی جس میں ملکی صورتحال کا جائزہ لیا گیا اور اہم فیصلے کیے گئے۔ xyxy=(299,35,384,143)
section-body-text: اسلام آباد (نمائندہ ایکسپریس) عدالت نے درخواست پر سماعت کے بعد فیصلہ محفوظ کرلیا اور متعلقہ حکام کو آئندہ سماعت پر رپورٹ پیش کرنے کی ہدایت کی۔ وزیراعظم نے اجلاس کی صدارت کی جس میں ملکی صورتحال کا جائزہ لیا گیا اور اہم فیصلے کیے گئے۔ اسلام آباد (نمائندہ ایکسپریس) عدالت نے درخواست پر سماعت کے بعد فیصلہ محفوظ کرلیا اور متعلقہ حکام کو آئندہ سماعت پر رپورٹ پیش کرنے کی ہدایت کی۔ وزیراعظم نے اجلاس کی صدارت کی جس میں ملکی صورتحال کا جائزہ لیا گیا اور اہم فیصلے کیے گئے۔ اسلام آباد (نمائندہ ایکسپریس) عدالت نے درخواست پر سماعت کے بعد فیصلہ محفوظ کرلیا اور متعلقہ حکام کو آئندہ سماعت پر رپورٹ پیش کرنے کی ہدایت کی۔ وزیراعظم نے اجلاس کی صدارت کی جس میں ملکی صورتحال کا جائزہ لیا گیا اور اہم فیصلے کیے گئے۔ اسلام آباد (نمائندہ ایکسپریس) عدالت نے درخواست پر سماعت کے بعد فیصلہ محفوظ کرلیا اور متعلقہ حکام کو آئندہ سماعت پر رپورٹ پیش کرنے کی ہدایت کی۔ وزیراعظم نے اجلاس کی صدارت کی جس میں ملکی صورتحال کا جائزہ لیا گیا اور اہم فیصلے کیے گئے۔ اسلام آباد (نمائندہ ایکسپریس) عدالت نے درخواست پر سماعت کے بعد فیصلہ محفوظ کرلیا اور متعلقہ حکام کو آئندہ سماعت پر رپورٹ پیش کرنے کی ہدایت کی۔ وزیراعظم نے اجلاس کی صدارت کی جس میں ملکی صورتحال کا جائزہ لیا گیا اور اہم فیصلے کیے گئے۔ اسلام آباد (نمائندہ ایکسپریس) عدالت نے درخواست پر سماعت کے بعد فیصلہ محفوظ کرلیا اور متعلقہ حکام کو آئندہ سماعت پر رپورٹ پیش کرنے کی ہدایت کی۔ وزیراعظم نے اجلاس کی صدارت کی جس میں ملکی صورتحال کا جائزہ لیا گیا اور اہم فیصلے کیے گئے۔ اسلام آباد (نمائندہ ایکسپریس) عدالت نے درخواست پر سماعت کے بعد فیصلہ محفوظ کرلیا اور متعلقہ حکام کو آئندہ سماعت پر رپورٹ پیش کرنے کی ہدایت کی۔ وزیراعظم نے اجلاس کی صدارت کی جس میں ملکی صورتحال کا جائزہ لیا گیا اور اہم فیصلے کیے گئے۔ xyxy=(118,975,204,1358)
news-column-3 xyxy=(477,35,567,1764)
news-section xyxy=(390,1769,474,2170)
section-title: مسترد xyxy=(448,1366,471,1376)
section-number-badge: 33 xyxy=(119,1770,138,1785)
column-continuation-text: اسلام آباد (نمائندہ ایکسپریس) عدالت نے درخواست پر سماعت کے بعد فیصلہ محفوظ کرلیا اور متعلقہ حکام کو آئندہ سماعت پر رپورٹ پیش کرنے کی ہدایت کی۔ وزیراعظم نے اجلاس کی صدارت کی جس میں ملکی صورتحال کا جائزہ لیا گیا اور اہم فیصلے کیے گئے۔ اسلام آباد (نمائندہ ایکسپریس) عدالت نے درخواست پر سماعت کے بعد فیصلہ محفوظ کرلیا اور متعلقہ حکام کو آئندہ سماعت پر رپورٹ پیش کرنے کی ہدایت کی۔ وزیراعظم نے اجلاس کی صدارت کی جس میں ملکی صورتحال کا جائزہ لیا گیا اور اہم فیصلے کیے گئے۔ xyxy=(480,35,565,143)
section-body-text: اسلام آباد (نمائندہ ایکسپریس) عدالت نے درخواست پر سماعت کے بعد فیصلہ محفوظ کرلیا اور متعلقہ حکام کو آئندہ سماعت پر رپورٹ پیش کرنے کی ہدایت کی۔ وزیراعظم نے اجلاس کی صدارت کی جس میں ملکی صورتحال کا جائزہ لیا گیا اور اہم فیصلے کیے گئے۔ اسلام آباد (نمائندہ ایکسپریس) عدالت نے درخواست پر سماعت کے بعد فیصلہ محفوظ کرلیا اور متعلقہ حکام کو آئندہ سماعت پر رپورٹ پیش کرنے کی ہدایت کی۔ وزیراعظم نے اجلاس کی صدارت کی جس میں ملکی صورتحال کا جائزہ لیا گیا اور اہم فیصلے کیے گئے۔ اسلام آباد (نمائندہ ایکسپریس) عدالت نے درخواست پر سماعت کے بعد فیصلہ محفوظ کرلیا اور متعلقہ حکام کو آئندہ سماعت پر رپورٹ پیش کرنے کی ہدایت کی۔ وزیراعظم نے اجلاس کی صدارت کی جس میں ملکی صورتحال کا جائزہ لیا گیا اور اہم فیصلے کیے گئے۔ اسلام آباد (نمائندہ ایکسپریس) عدالت نے درخواست پر سماعت کے بعد فیصلہ محفوظ کرلیا اور متعلقہ حکام کو آئندہ سماعت پر رپورٹ پیش کرنے کی ہدایت کی۔ وزیراعظم نے اجلاس کی صدارت کی جس میں ملکی صورتحال کا جائزہ لیا گیا اور اہم فیصلے کیے گئے۔ اسلام آباد (نمائندہ ایکسپریس) عدالت نے درخواست پر سماعت کے بعد فیصلہ محفوظ کرلیا اور متعلقہ حکام کو آئندہ سماعت پر رپورٹ پیش کرنے کی ہدایت کی۔ وزیراعظم نے اجلاس کی صدارت کی جس میں ملکی صورتحال کا جائزہ لیا گیا اور اہم فیصلے کیے گئے۔ اسلام آباد (نمائندہ ایکسپریس) عدالت نے درخواست پر سماعت کے بعد فیصلہ محفوظ کرلیا اور متعلقہ حکام کو آئندہ سماعت پر رپورٹ پیش کرنے کی ہدایت کی۔ وزیراعظم نے اجلاس کی صدارت کی جس میں ملکی صورتحال کا جائزہ لیا گیا اور اہم فیصلے کیے گئے۔ اسلام آباد (نمائندہ ایکسپریس) عدالت نے درخواست پر سماعت کے بعد فیصلہ محفوظ کرلیا اور متعلقہ حکام کو آئندہ سماعت پر رپورٹ پیش کرنے کی ہدایت کی۔ وزیراعظم نے اجلاس کی صدارت کی جس میں ملکی صورتحال کا جائزہ لیا گیا اور اہم فیصلے کیے گئے۔ xyxy=(209,570,294,953)
section-title: بلاول بھٹو زرداری xyxy=(500,554,561,565)
section-body-text: اسلام آباد (نمائندہ ایکسپریس) عدالت نے درخواست پر سماعت کے بعد فیصلہ محفوظ کرلیا اور متعلقہ حکام کو آئندہ سماعت پر رپورٹ پیش کرنے کی ہدایت کی۔ وزیراعظم نے اجلاس کی صدارت کی جس میں ملکی صورتحال کا جائزہ لیا گیا اور اہم فیصلے کیے گئے۔ اسلام آباد (نمائندہ ایکسپریس) عدالت نے درخواست پر سماعت کے بعد فیصلہ محفوظ کرلیا اور متعلقہ حکام کو آئندہ سماعت پر رپورٹ پیش کرنے کی ہدایت کی۔ وزیراعظم نے اجلاس کی صدارت کی جس میں ملکی صورتحال کا جائزہ لیا گیا اور اہم فیصلے کیے گئے۔ اسلام آباد (نمائندہ ایکسپریس) عدالت نے درخواست پر سماعت کے بعد فیصلہ محفوظ کرلیا اور متعلقہ حکام کو آئندہ سماعت پر رپورٹ پیش کرنے کی ہدایت کی۔ وزیراعظم نے اجلاس کی صدارت کی جس میں ملکی صورتحال کا جائزہ لیا گیا اور اہم فیصلے کیے گئے۔ اسلام آباد (نمائندہ ایکسپریس) عدالت نے درخواست پر سماعت کے بعد فیصلہ محفوظ کرلیا اور متعلقہ حکام کو آئندہ سماعت پر رپورٹ پیش کرنے کی ہدایت کی۔ وزیراعظم نے اجلاس کی صدارت کی جس میں ملکی صورتحال کا جائزہ لیا گیا اور اہم فیصلے کیے گئے۔ اسلام آباد (نمائندہ ایکسپریس) عدالت نے درخواست پر سماعت کے بعد فیصلہ محفوظ کرلیا اور متعلقہ حکام کو آئندہ سماعت پر رپورٹ پیش کرنے کی ہدایت کی۔ وزیراعظم نے اجلاس کی صدارت کی جس میں ملکی صورتحال کا جائزہ لیا گیا اور اہم فیصلے کیے گئے۔ اسلام آباد (نمائندہ ایکسپریس) عدالت نے درخواست پر سماعت کے بعد فیصلہ محفوظ کرلیا اور متعلقہ حکام کو آئندہ سماعت پر رپورٹ پیش کرنے کی ہدایت کی۔ وزیراعظم نے اجلاس کی صدارت کی جس میں ملکی صورتحال کا جائزہ لیا گیا اور اہم فیصلے کیے گئے۔ اسلام آباد (نمائندہ ایکسپریس) عدالت نے درخواست پر سماعت کے بعد فیصلہ محفوظ کرلیا اور متعلقہ حکام کو آئندہ سماعت پر رپورٹ پیش کرنے کی ہدایت کی۔ وزیراعظم نے اجلاس کی صدارت کی جس میں ملکی صورتحال کا جائزہ لیا گیا اور اہم فیصلے کیے گئے۔ xyxy=(209,975,294,1358)
section-title: اسحاق ڈار xyxy=(524,1366,561,1376)
news-section xyxy=(390,957,474,1358)
section-number-badge: 27 xyxy=(210,552,229,567)
section-title: کیپ وڈ xyxy=(445,149,471,159)
section-heading xyxy=(118,1363,204,1379)
section-title: نوشین افتخار xyxy=(605,1772,651,1783)
section-body-text: اسلام آباد (نمائندہ ایکسپریس) عدالت نے درخواست پر سماعت کے بعد فیصلہ محفوظ کرلیا اور متعلقہ حکام کو آئندہ سماعت پر رپورٹ پیش کرنے کی ہدایت کی۔ وزیراعظم نے اجلاس کی صدارت کی جس میں ملکی صورتحال کا جائزہ لیا گیا اور اہم فیصلے کیے گئے۔ اسلام آباد (نمائندہ ایکسپریس) عدالت نے درخواست پر سماعت کے بعد فیصلہ محفوظ کرلیا اور متعلقہ حکام کو آئندہ سماعت پر رپورٹ پیش کرنے کی ہدایت کی۔ وزیراعظم نے اجلاس کی صدارت کی جس میں ملکی صورتحال کا جائزہ لیا گیا اور اہم فیصلے کیے گئے۔ اسلام آباد (نمائندہ ایکسپریس) عدالت نے درخواست پر سماعت کے بعد فیصلہ محفوظ کرلیا اور متعلقہ حکام کو آئندہ سماعت پر رپورٹ پیش کرنے کی ہدایت کی۔ وزیراعظم نے اجلاس کی صدارت کی جس میں ملکی صورتحال کا جائزہ لیا گیا اور اہم فیصلے کیے گئے۔ اسلام آباد (نمائندہ ایکسپریس) عدالت نے درخواست پر سماعت کے بعد فیصلہ محفوظ کرلیا اور متعلقہ حکام کو آئندہ سماعت پر رپورٹ پیش کرنے کی ہدایت کی۔ وزیراعظم نے اجلاس کی صدارت کی جس میں ملکی صورتحال کا جائزہ لیا گیا اور اہم فیصلے کیے گئے۔ اسلام آباد (نمائندہ ایکسپریس) عدالت نے درخواست پر سماعت کے بعد فیصلہ محفوظ کرلیا اور متعلقہ حکام کو آئندہ سماعت پر رپورٹ پیش کرنے کی ہدایت کی۔ وزیراعظم نے اجلاس کی صدارت کی جس میں ملکی صورتحال کا جائزہ لیا گیا اور اہم فیصلے کیے گئے۔ اسلام آباد (نمائندہ ایکسپریس) عدالت نے درخواست پر سماعت کے بعد فیصلہ محفوظ کرلیا اور متعلقہ حکام کو آئندہ سماعت پر رپورٹ پیش کرنے کی ہدایت کی۔ وزیراعظم نے اجلاس کی صدارت کی جس میں ملکی صورتحال کا جائزہ لیا گیا اور اہم فیصلے کیے گئے۔ اسلام آباد (نمائندہ ایکسپریس) عدالت نے درخواست پر سماعت کے بعد فیصلہ محفوظ کرلیا اور متعلقہ حکام کو آئندہ سماعت پر رپورٹ پیش کرنے کی ہدایت کی۔ وزیراعظم نے اجلاس کی صدارت کی جس میں ملکی صورتحال کا جائزہ لیا گیا اور اہم فیصلے کیے گئے۔ xyxy=(660,164,745,547)
